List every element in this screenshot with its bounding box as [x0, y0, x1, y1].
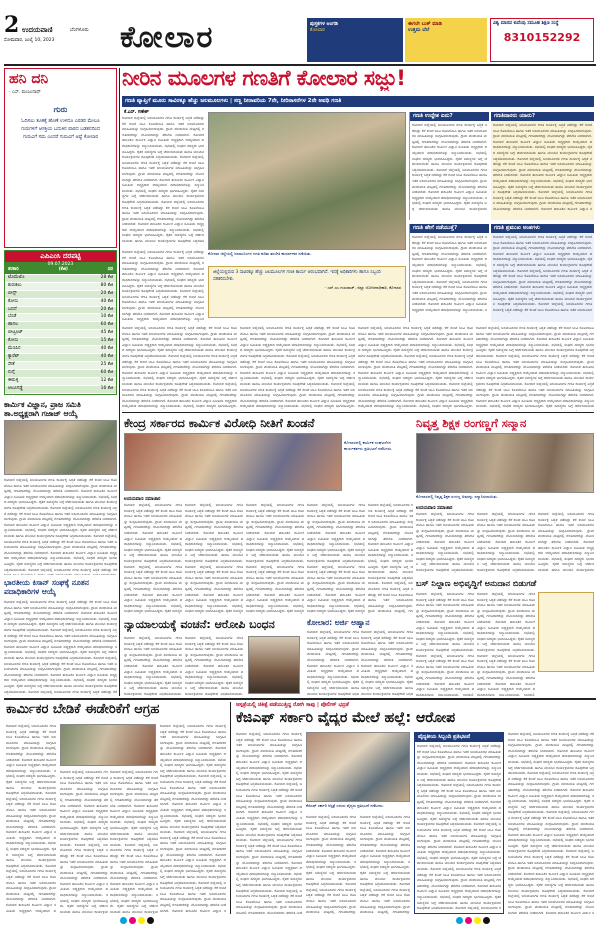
hanidani-title: ಹನಿ ದನಿ	[9, 71, 49, 87]
appeal-body-a: ಕೋಲಾರ ಜಿಲ್ಲೆಯಲ್ಲಿ ಜಲಮೂಲಗಳ ಗಣತಿ ಕಾರ್ಯಕ್ಕೆ ಸಿದ್ಧತೆ ನಡೆದಿದ್ದು ಕೆರೆ ಕುಂಟೆ ಬಾವಿ ಕೊಳವೆಬಾವಿ ಹಾಗೂ ಇತರ ಜಲಮೂಲಗಳ ಮಾಹಿತಿಯನ್ನು ಸಂಗ್ರಹಿಸಲಾಗುವುದು. ಗ್ರಾಮ ಪಂಚಾಯಿತಿ ಮಟ್ಟದಲ್ಲಿ ಗಣತಿದಾರರನ್ನು ನೇಮಿಸಲಾಗಿದ್ದು ತರಬೇತಿ ನೀಡಲಾಗಿದೆ. ಕೋಲಾರ ತಾಲೂಕಿನ ಕಾರ್ಮಿಕ ವಿಜ್ಞಾನ ಸಮಿತಿಯ ಅಧ್ಯಕ್ಷರಾಗಿ ಆಯ್ಕೆಯಾದ ಪದಾಧಿಕಾರಿಗಳನ್ನು ಸನ್ಮಾನಿಸಲಾಯಿತು. ಸಭೆಯಲ್ಲಿ ಸಂಘದ ಸದಸ್ಯರು ಭಾಗವಹಿಸಿದ್ದರು. ರೈತರ ಸಮಸ್ಯೆಗಳ ಬಗ್ಗೆ ಚರ್ಚಿಸಲಾಯಿತು ಹಾಗೂ ಮುಂದಿನ ಕಾರ್ಯಕ್ರಮಗಳ ರೂಪುರೇಷೆ ಸಿದ್ಧಪ	[307, 630, 359, 696]
left-story1-body: ಕೋಲಾರ ಜಿಲ್ಲೆಯಲ್ಲಿ ಜಲಮೂಲಗಳ ಗಣತಿ ಕಾರ್ಯಕ್ಕೆ ಸಿದ್ಧತೆ ನಡೆದಿದ್ದು ಕೆರೆ ಕುಂಟೆ ಬಾವಿ ಕೊಳವೆಬಾವಿ ಹಾಗೂ ಇತರ ಜಲಮೂಲಗಳ ಮಾಹಿತಿಯನ್ನು ಸಂಗ್ರಹಿಸಲಾಗುವುದು. ಗ್ರಾಮ ಪಂಚಾಯಿತಿ ಮಟ್ಟದಲ್ಲಿ ಗಣತಿದಾರರನ್ನು ನೇಮಿಸಲಾಗಿದ್ದು ತರಬೇತಿ ನೀಡಲಾಗಿದೆ. ಕೋಲಾರ ತಾಲೂಕಿನ ಕಾರ್ಮಿಕ ವಿಜ್ಞಾನ ಸಮಿತಿಯ ಅಧ್ಯಕ್ಷರಾಗಿ ಆಯ್ಕೆಯಾದ ಪದಾಧಿಕಾರಿಗಳನ್ನು ಸನ್ಮಾನಿಸಲಾಯಿತು. ಸಭೆಯಲ್ಲಿ ಸಂಘದ ಸದಸ್ಯರು ಭಾಗವಹಿಸಿದ್ದರು. ರೈತರ ಸಮಸ್ಯೆಗಳ ಬಗ್ಗೆ ಚರ್ಚಿಸಲಾಯಿತು ಹಾಗೂ ಮುಂದಿನ ಕಾರ್ಯಕ್ರಮಗಳ ರೂಪುರೇಷೆ ಸಿದ್ಧಪಡಿಸಲಾಯಿತು. ಕೋಲಾರ ಜಿಲ್ಲೆಯಲ್ಲಿ ಜಲಮೂಲಗಳ ಗಣತಿ ಕಾರ್ಯಕ್ಕೆ ಸಿದ್ಧತೆ ನಡೆದಿದ್ದು ಕೆರೆ ಕುಂಟೆ ಬಾವಿ ಕೊಳವೆಬಾವಿ ಹಾಗೂ ಇತರ ಜಲಮೂಲಗಳ ಮಾಹಿತಿಯನ್ನು ಸಂಗ್ರಹಿಸಲಾಗುವುದು. ಗ್ರಾಮ ಪಂಚಾಯಿತಿ ಮಟ್ಟದಲ್ಲಿ ಗಣತಿದಾರರನ್ನು ನೇಮಿಸಲಾಗಿದ್ದು ತರಬೇತಿ ನೀಡಲಾಗಿದೆ. ಕೋಲಾರ ತಾಲೂಕಿನ ಕಾರ್ಮಿಕ ವಿಜ್ಞಾನ ಸಮಿತಿಯ ಅಧ್ಯಕ್ಷರಾಗಿ ಆಯ್ಕೆಯಾದ ಪದಾಧಿಕಾರಿಗಳನ್ನು ಸನ್ಮಾನಿಸಲಾಯಿತು. ಸಭೆಯಲ್ಲಿ ಸಂಘದ ಸದಸ್ಯರು ಭಾಗವಹಿಸಿದ್ದರು. ರೈತರ ಸಮಸ್ಯೆಗಳ ಬಗ್ಗೆ ಚರ್ಚಿಸಲಾಯಿತು ಹಾಗೂ ಮುಂದಿನ ಕಾರ್ಯಕ್ರಮಗಳ ರೂಪುರೇಷೆ ಸಿದ್ಧಪಡಿಸಲಾಯಿತು. ಕೋಲಾರ ಜಿಲ್ಲೆಯಲ್ಲಿ ಜಲಮೂಲಗಳ ಗಣತಿ ಕಾರ್ಯಕ್ಕೆ ಸಿದ್ಧತೆ ನಡೆದಿದ್ದು ಕೆರೆ ಕುಂಟೆ ಬಾವಿ ಕೊಳವೆಬಾವಿ ಹಾಗೂ ಇತರ ಜಲಮೂಲಗಳ ಮಾಹಿತಿಯನ್ನು ಸಂಗ್ರಹಿಸಲಾಗುವುದು. ಗ್ರಾಮ ಪಂಚಾಯಿತಿ ಮಟ್ಟದಲ್ಲಿ ಗಣತಿದಾರರನ್ನು ನೇಮಿಸಲಾಗಿದ್ದು ತರಬೇತಿ ನೀಡಲಾಗಿದೆ. ಕೋಲಾರ ತಾಲೂಕಿನ ಕಾರ್ಮಿಕ ವಿಜ್ಞಾನ ಸಮಿತಿಯ ಅಧ್ಯಕ್ಷರಾಗಿ ಆಯ್ಕೆಯಾದ ಪದಾಧಿಕಾರಿಗಳನ್ನು ಸನ್ಮಾನಿಸಲಾಯಿತು. ಸಭೆಯಲ್ಲಿ ಸಂಘದ ಸದಸ್ಯರು ಭಾಗವಹಿಸಿದ್ದರು. ರೈತರ ಸಮಸ್ಯೆಗಳ ಬಗ್ಗೆ ಚರ್ಚಿಸಲಾಯಿತು ಹಾಗೂ ಮುಂದಿನ ಕಾರ್ಯಕ್ರಮಗಳ ರೂಪುರೇಷೆ ಸಿದ್ಧಪಡಿಸಲಾಯಿತು. ಕೋಲಾರ ಜಿಲ್ಲೆಯಲ್ಲಿ ಜಲಮೂಲಗಳ ಗಣತಿ ಕಾರ್ಯಕ್ಕೆ ಸಿದ್ಧತೆ ನಡೆದಿದ್ದು ಕೆರೆ	[4, 478, 117, 572]
bottom-right-box	[414, 732, 504, 914]
qa-box-1	[409, 112, 489, 220]
apmc-row: ಆಲೂಗಡ್ಡೆ 16 ಕೆಜಿ	[5, 386, 116, 394]
bottom-right-kicker: ಆಸ್ಪತ್ರೆಯಲ್ಲಿ ಚಿಕಿತ್ಸೆ ಪಡೆಯುತ್ತಿದ್ದ ರೋಗಿ ಸಾವು | ಪೊಲೀಸ್ ಭದ್ರತೆ	[236, 702, 349, 708]
protest-photo	[124, 433, 342, 491]
lead-photo-caption: ಕೋಲಾರ ಜಿಲ್ಲೆಯಲ್ಲಿ ಜಲಮೂಲಗಳ ಗಣತಿ ಕುರಿತು ತರಬೇತಿ ಕಾರ್ಯಾಗಾರ ನಡೆಯಿತು.	[208, 251, 312, 256]
ad1-line2: ಕೋಲಾರ	[310, 27, 325, 33]
bottom-right-photo	[306, 732, 410, 802]
qa-text-3: ಕೋಲಾರ ಜಿಲ್ಲೆಯಲ್ಲಿ ಜಲಮೂಲಗಳ ಗಣತಿ ಕಾರ್ಯಕ್ಕೆ ಸಿದ್ಧತೆ ನಡೆದಿದ್ದು ಕೆರೆ ಕುಂಟೆ ಬಾವಿ ಕೊಳವೆಬಾವಿ ಹಾಗೂ ಇತರ ಜಲಮೂಲಗಳ ಮಾಹಿತಿಯನ್ನು ಸಂಗ್ರಹಿಸಲಾಗುವುದು. ಗ್ರಾಮ ಪಂಚಾಯಿತಿ ಮಟ್ಟದಲ್ಲಿ ಗಣತಿದಾರರನ್ನು ನೇಮಿಸಲಾಗಿದ್ದು ತರಬೇತಿ ನೀಡಲಾಗಿದೆ. ಕೋಲಾರ ತಾಲೂಕಿನ ಕಾರ್ಮಿಕ ವಿಜ್ಞಾನ ಸಮಿತಿಯ ಅಧ್ಯಕ್ಷರಾಗಿ ಆಯ್ಕೆಯಾದ ಪದಾಧಿಕಾರಿಗಳನ್ನು ಸನ್ಮಾನಿಸಲಾಯಿತು. ಸಭೆಯಲ್ಲಿ ಸಂಘದ ಸದಸ್ಯರು ಭಾಗವಹಿಸಿದ್ದರು. ರೈತರ ಸಮಸ್ಯೆಗಳ ಬಗ್ಗೆ ಚರ್ಚಿಸಲಾಯಿತು ಹಾಗೂ ಮುಂದಿನ ಕಾರ್ಯಕ್ರಮಗಳ ರೂಪುರೇಷೆ ಸಿದ್ಧಪಡಿಸಲಾಯಿತು. ಕೋಲಾರ ಜಿಲ್ಲೆಯಲ್ಲಿ ಜಲಮೂಲಗಳ ಗಣತಿ ಕಾರ್ಯಕ್ಕೆ ಸಿದ್ಧತೆ ನಡೆದಿದ್ದು ಕೆರೆ ಕುಂಟೆ ಬಾವಿ ಕೊಳವೆಬಾವಿ ಹಾಗೂ ಇತರ ಜಲಮೂಲಗಳ ಮಾಹಿತಿಯನ್ನು ಸಂಗ್ರಹಿಸಲಾಗುವುದು. ಗ್ರಾಮ ಪಂಚಾಯಿತಿ ಮಟ್ಟದಲ್ಲಿ ಗಣತಿದಾರರನ್ನು ನೇಮಿಸಲಾಗಿದ್ದು ತರಬೇತಿ ನೀಡಲಾಗಿದೆ. ಕೋಲಾರ ತಾಲೂಕಿನ ಕಾರ್ಮಿಕ ವಿಜ್ಞಾನ ಸಮಿತಿಯ ಅಧ್ಯಕ್ಷರಾಗಿ ಆಯ್ಕೆಯಾದ ಪದಾಧಿಕಾರಿಗಳನ್ನು ಸನ್ಮಾನಿಸಲಾಯಿತು. ಸ	[412, 235, 487, 312]
hanidani-author: - ಎಸ್. ಮಂಜುನಾಥ್	[9, 90, 41, 95]
apmc-row: ಹಾಗಲ 60 ಕೆಜಿ	[5, 322, 116, 330]
lead-quote-box	[208, 266, 406, 318]
bottom-left-body-c: ಕೋಲಾರ ಜಿಲ್ಲೆಯಲ್ಲಿ ಜಲಮೂಲಗಳ ಗಣತಿ ಕಾರ್ಯಕ್ಕೆ ಸಿದ್ಧತೆ ನಡೆದಿದ್ದು ಕೆರೆ ಕುಂಟೆ ಬಾವಿ ಕೊಳವೆಬಾವಿ ಹಾಗೂ ಇತರ ಜಲಮೂಲಗಳ ಮಾಹಿತಿಯನ್ನು ಸಂಗ್ರಹಿಸಲಾಗುವುದು. ಗ್ರಾಮ ಪಂಚಾಯಿತಿ ಮಟ್ಟದಲ್ಲಿ ಗಣತಿದಾರರನ್ನು ನೇಮಿಸಲಾಗಿದ್ದು ತರಬೇತಿ ನೀಡಲಾಗಿದೆ. ಕೋಲಾರ ತಾಲೂಕಿನ ಕಾರ್ಮಿಕ ವಿಜ್ಞಾನ ಸಮಿತಿಯ ಅಧ್ಯಕ್ಷರಾಗಿ ಆಯ್ಕೆಯಾದ ಪದಾಧಿಕಾರಿಗಳನ್ನು ಸನ್ಮಾನಿಸಲಾಯಿತು. ಸಭೆಯಲ್ಲಿ ಸಂಘದ ಸದಸ್ಯರು ಭಾಗವಹಿಸಿದ್ದರು. ರೈತರ ಸಮಸ್ಯೆಗಳ ಬಗ್ಗೆ ಚರ್ಚಿಸಲಾಯಿತು ಹಾಗೂ ಮುಂದಿನ ಕಾರ್ಯಕ್ರಮಗಳ ರೂಪುರೇಷೆ ಸಿದ್ಧಪಡಿಸಲಾಯಿತು. ಕೋಲಾರ ಜಿಲ್ಲೆಯಲ್ಲಿ ಜಲಮೂಲಗಳ ಗಣತಿ ಕಾರ್ಯಕ್ಕೆ ಸಿದ್ಧತೆ ನಡೆದಿದ್ದು ಕೆರೆ ಕುಂಟೆ ಬಾವಿ ಕೊಳವೆಬಾವಿ ಹಾಗೂ ಇತರ ಜಲಮೂಲಗಳ ಮಾಹಿತಿಯನ್ನು ಸಂಗ್ರಹಿಸಲಾಗುವುದು. ಗ್ರಾಮ ಪಂಚಾಯಿತಿ ಮಟ್ಟದಲ್ಲಿ ಗಣತಿದಾರರನ್ನು ನೇಮಿಸಲಾಗಿದ್ದು ತರಬೇತಿ ನೀಡಲಾಗಿದೆ. ಕೋಲಾರ ತಾಲೂಕಿನ ಕಾರ್ಮಿಕ ವಿಜ್ಞಾನ ಸಮಿತಿಯ ಅಧ್ಯಕ್ಷರಾಗಿ ಆಯ್ಕೆಯಾದ ಪದಾಧಿಕಾರಿಗಳನ್ನು ಸನ್ಮಾನಿಸಲಾಯಿತು. ಸಭೆಯಲ್ಲಿ ಸಂಘದ ಸದಸ್ಯರು ಭಾಗವಹಿಸಿದ್ದರು. ರೈತರ ಸಮಸ್ಯೆಗಳ ಬಗ್ಗೆ ಚರ್ಚಿಸಲಾಯಿತು ಹಾಗೂ ಮುಂದಿನ ಕಾರ್ಯಕ್ರಮ	[110, 770, 158, 914]
qa-title-3: ಗಣತಿ ಹೇಗೆ ನಡೆಯುತ್ತೆ?	[410, 224, 489, 233]
lead-body-col2: ಕೋಲಾರ ಜಿಲ್ಲೆಯಲ್ಲಿ ಜಲಮೂಲಗಳ ಗಣತಿ ಕಾರ್ಯಕ್ಕೆ ಸಿದ್ಧತೆ ನಡೆದಿದ್ದು ಕೆರೆ ಕುಂಟೆ ಬಾವಿ ಕೊಳವೆಬಾವಿ ಹಾಗೂ ಇತರ ಜಲಮೂಲಗಳ ಮಾಹಿತಿಯನ್ನು ಸಂಗ್ರಹಿಸಲಾಗುವುದು. ಗ್ರಾಮ ಪಂಚಾಯಿತಿ ಮಟ್ಟದಲ್ಲಿ ಗಣತಿದಾರರನ್ನು ನೇಮಿಸಲಾಗಿದ್ದು ತರಬೇತಿ ನೀಡಲಾಗಿದೆ. ಕೋಲಾರ ತಾಲೂಕಿನ ಕಾರ್ಮಿಕ ವಿಜ್ಞಾನ ಸಮಿತಿಯ ಅಧ್ಯಕ್ಷರಾಗಿ ಆಯ್ಕೆಯಾದ ಪದಾಧಿಕಾರಿಗಳನ್ನು ಸನ್ಮಾನಿಸಲಾಯಿತು. ಸಭೆಯಲ್ಲಿ ಸಂಘದ ಸದಸ್ಯರು ಭಾಗವಹಿಸಿದ್ದರು. ರೈತರ ಸಮಸ್ಯೆಗಳ ಬಗ್ಗೆ ಚರ್ಚಿಸಲಾಯಿತು ಹಾಗೂ ಮುಂದಿನ ಕಾರ್ಯಕ್ರಮಗಳ ರೂಪುರೇಷೆ ಸಿದ್ಧಪಡಿಸಲಾಯಿತು. ಕೋಲಾರ ಜಿಲ್ಲೆಯಲ್ಲಿ ಜಲಮೂಲಗಳ ಗಣತಿ ಕಾರ್ಯಕ್ಕೆ ಸಿದ್ಧತೆ ನಡೆದಿದ್ದು ಕೆರೆ ಕುಂಟೆ ಬಾವಿ ಕೊಳವೆಬಾವಿ ಹಾಗೂ ಇತರ ಜಲಮೂಲಗಳ ಮಾಹಿತಿಯನ್ನು ಸಂಗ್ರಹಿಸಲಾಗುವುದು. ಗ್ರಾಮ ಪಂಚಾಯಿತಿ ಮಟ್ಟದಲ್ಲಿ ಗಣತಿದಾರರನ್ನು ನೇಮಿಸಲಾಗಿದ್ದು ತರಬೇತಿ ನೀಡಲಾಗಿದೆ. ಕೋಲಾರ ತಾಲೂಕಿನ ಕಾರ್ಮಿಕ ವಿಜ್ಞಾನ ಸಮಿತಿಯ ಅಧ್ಯಕ್ಷರಾಗಿ ಆಯ್ಕೆಯಾದ ಪದಾಧಿಕಾರಿಗಳನ್ನು ಸನ್ಮಾನಿಸ	[122, 250, 204, 322]
qa-box-4	[491, 224, 594, 322]
teacher-photo	[416, 433, 594, 493]
bus-headline: ಬಸ್ ನಿಲ್ದಾಣ ಅಭಿವೃದ್ಧಿಗೆ ಅನುದಾನ ಬಿಡುಗಡೆ	[416, 578, 537, 588]
bottom-left-body-b: ಕೋಲಾರ ಜಿಲ್ಲೆಯಲ್ಲಿ ಜಲಮೂಲಗಳ ಗಣತಿ ಕಾರ್ಯಕ್ಕೆ ಸಿದ್ಧತೆ ನಡೆದಿದ್ದು ಕೆರೆ ಕುಂಟೆ ಬಾವಿ ಕೊಳವೆಬಾವಿ ಹಾಗೂ ಇತರ ಜಲಮೂಲಗಳ ಮಾಹಿತಿಯನ್ನು ಸಂಗ್ರಹಿಸಲಾಗುವುದು. ಗ್ರಾಮ ಪಂಚಾಯಿತಿ ಮಟ್ಟದಲ್ಲಿ ಗಣತಿದಾರರನ್ನು ನೇಮಿಸಲಾಗಿದ್ದು ತರಬೇತಿ ನೀಡಲಾಗಿದೆ. ಕೋಲಾರ ತಾಲೂಕಿನ ಕಾರ್ಮಿಕ ವಿಜ್ಞಾನ ಸಮಿತಿಯ ಅಧ್ಯಕ್ಷರಾಗಿ ಆಯ್ಕೆಯಾದ ಪದಾಧಿಕಾರಿಗಳನ್ನು ಸನ್ಮಾನಿಸಲಾಯಿತು. ಸಭೆಯಲ್ಲಿ ಸಂಘದ ಸದಸ್ಯರು ಭಾಗವಹಿಸಿದ್ದರು. ರೈತರ ಸಮಸ್ಯೆಗಳ ಬಗ್ಗೆ ಚರ್ಚಿಸಲಾಯಿತು ಹಾಗೂ ಮುಂದಿನ ಕಾರ್ಯಕ್ರಮಗಳ ರೂಪುರೇಷೆ ಸಿದ್ಧಪಡಿಸಲಾಯಿತು. ಕೋಲಾರ ಜಿಲ್ಲೆಯಲ್ಲಿ ಜಲಮೂಲಗಳ ಗಣತಿ ಕಾರ್ಯಕ್ಕೆ ಸಿದ್ಧತೆ ನಡೆದಿದ್ದು ಕೆರೆ ಕುಂಟೆ ಬಾವಿ ಕೊಳವೆಬಾವಿ ಹಾಗೂ ಇತರ ಜಲಮೂಲಗಳ ಮಾಹಿತಿಯನ್ನು ಸಂಗ್ರಹಿಸಲಾಗುವುದು. ಗ್ರಾಮ ಪಂಚಾಯಿತಿ ಮಟ್ಟದಲ್ಲಿ ಗಣತಿದಾರರನ್ನು ನೇಮಿಸಲಾಗಿದ್ದು ತರಬೇತಿ ನೀಡಲಾಗಿದೆ. ಕೋಲಾರ ತಾಲೂಕಿನ ಕಾರ್ಮಿಕ ವಿಜ್ಞಾನ ಸಮಿತಿಯ ಅಧ್ಯಕ್ಷರಾಗಿ ಆಯ್ಕೆಯಾದ ಪದಾಧಿಕಾರಿಗಳನ್ನು ಸನ್ಮಾನಿಸಲಾಯಿತು. ಸಭೆಯಲ್ಲಿ ಸಂಘದ ಸದಸ್ಯರು ಭಾಗವಹಿಸಿದ್ದರು. ರೈತರ ಸಮಸ್ಯೆಗಳ ಬಗ್ಗೆ ಚರ್ಚಿಸಲಾಯಿತು ಹಾಗೂ ಮುಂದಿನ ಕಾರ್ಯಕ್ರಮ	[60, 770, 108, 914]
lead-subhead: ಗಣತಿ ವ್ಯಾಪ್ತಿಗೆ ಮೂರು ಸಾವಿರಕ್ಕೂ ಹೆಚ್ಚು ಜಲಮೂಲಗಳು | ಸಣ್ಣ ನೀರಾವರಿಯ 7ನೇ, ನೀರಿನಾಸರೆಗಳ 2ನೇ ಅವಧಿ ಗಣತಿ	[122, 96, 594, 107]
apmc-row: ನುಗ್ಗೆ 60 ಕೆಜಿ	[5, 370, 116, 378]
lead-body-col3: ಕೋಲಾರ ಜಿಲ್ಲೆಯಲ್ಲಿ ಜಲಮೂಲಗಳ ಗಣತಿ ಕಾರ್ಯಕ್ಕೆ ಸಿದ್ಧತೆ ನಡೆದಿದ್ದು ಕೆರೆ ಕುಂಟೆ ಬಾವಿ ಕೊಳವೆಬಾವಿ ಹಾಗೂ ಇತರ ಜಲಮೂಲಗಳ ಮಾಹಿತಿಯನ್ನು ಸಂಗ್ರಹಿಸಲಾಗುವುದು. ಗ್ರಾಮ ಪಂಚಾಯಿತಿ ಮಟ್ಟದಲ್ಲಿ ಗಣತಿದಾರರನ್ನು ನೇಮಿಸಲಾಗಿದ್ದು ತರಬೇತಿ ನೀಡಲಾಗಿದೆ. ಕೋಲಾರ ತಾಲೂಕಿನ ಕಾರ್ಮಿಕ ವಿಜ್ಞಾನ ಸಮಿತಿಯ ಅಧ್ಯಕ್ಷರಾಗಿ ಆಯ್ಕೆಯಾದ ಪದಾಧಿಕಾರಿಗಳನ್ನು ಸನ್ಮಾನಿಸಲಾಯಿತು. ಸಭೆಯಲ್ಲಿ ಸಂಘದ ಸದಸ್ಯರು ಭಾಗವಹಿಸಿದ್ದರು. ರೈತರ ಸಮಸ್ಯೆಗಳ ಬಗ್ಗೆ ಚರ್ಚಿಸಲಾಯಿತು ಹಾಗೂ ಮುಂದಿನ ಕಾರ್ಯಕ್ರಮಗಳ ರೂಪುರೇಷೆ ಸಿದ್ಧಪಡಿಸಲಾಯಿತು. ಕೋಲಾರ ಜಿಲ್ಲೆಯಲ್ಲಿ ಜಲಮೂಲಗಳ ಗಣತಿ ಕಾರ್ಯಕ್ಕೆ ಸಿದ್ಧತೆ ನಡೆದಿದ್ದು ಕೆರೆ ಕುಂಟೆ ಬಾವಿ ಕೊಳವೆಬಾವಿ ಹಾಗೂ ಇತರ ಜಲಮೂಲಗಳ ಮಾಹಿತಿಯನ್ನು ಸಂಗ್ರಹಿಸಲಾಗುವುದು. ಗ್ರಾಮ ಪಂಚಾಯಿತಿ ಮಟ್ಟದಲ್ಲಿ ಗಣತಿದಾರರನ್ನು ನೇಮಿಸಲಾಗಿದ್ದು ತರಬೇತಿ ನೀಡಲಾಗಿದೆ. ಕೋಲಾರ ತಾಲೂಕಿನ ಕಾರ್ಮಿಕ ವಿಜ್ಞಾನ ಸಮಿತಿಯ ಅಧ್ಯಕ್ಷರಾಗಿ ಆಯ್ಕೆಯಾದ ಪದಾಧಿಕಾರಿಗಳನ್ನು ಸನ್ಮಾನಿಸಲಾಯಿತು. ಸಭೆಯಲ್ಲಿ ಸಂಘದ ಸದಸ್ಯರು ಭಾಗವಹಿಸಿದ್ದರು. ರೈತರ ಸಮಸ್ಯೆಗಳ ಬಗ್ಗೆ ಚರ್ಚಿಸಲಾಯಿತು ಹಾಗೂ ಮುಂದಿನ ಕಾರ್ಯಕ್ರಮಗಳ ರೂಪುರೇಷೆ ಸಿದ್ಧಪಡಿಸಲಾಯಿತು. ಕೋಲಾರ ಜಿಲ್ಲೆಯಲ್ಲಿ ಜಲಮೂಲಗಳ ಗಣತಿ ಕಾರ್ಯಕ್ಕೆ ಸಿದ್ಧತೆ ನಡೆದಿದ್ದು ಕೆರೆ ಕುಂಟೆ ಬಾವಿ ಕೊಳವೆಬಾವಿ ಹಾಗೂ ಇತರ ಜಲಮೂಲಗಳ ಮಾಹಿತಿಯನ್ನು ಸಂಗ್ರಹಿಸಲಾಗುವುದು. ಗ್ರಾಮ ಪಂಚಾಯಿತಿ ಮಟ್ಟದಲ್ಲಿ ಗಣತಿದಾರರನ್ನು ನೇಮಿಸಲಾಗಿದ್ದು ತರಬೇತಿ ನೀಡಲಾಗಿದೆ. ಕೋಲಾರ ತಾಲೂಕಿನ ಕಾರ್ಮಿಕ ವಿಜ್ಞಾನ ಸಮಿತಿಯ ಅಧ್ಯಕ್ಷರಾಗಿ ಆಯ್ಕೆಯಾದ ಪದಾಧಿಕಾರಿಗಳನ್ನು ಸನ್ಮಾನಿಸಲಾಯಿತು. ಸಭೆಯಲ್ಲಿ ಸಂಘದ ಸದಸ್ಯರು ಭಾಗವಹಿಸಿದ್ದರು.	[122, 326, 237, 409]
apmc-row: ಸೌತೆ 25 ಕೆಜಿ	[5, 362, 116, 370]
teacher-caption: ಕೋಲಾರದಲ್ಲಿ ನಿವೃತ್ತ ಶಿಕ್ಷಕ ರಂಗಣ್ಣ ಅವರನ್ನು ಸನ್ಮಾನಿಸಲಾಯಿತು.	[416, 494, 499, 499]
apmc-title: ಎಪಿಎಂಸಿ ದರಪಟ್ಟಿ	[5, 251, 116, 262]
lead-quote-by: - ಎಸ್.ಎಂ.ಗುರುರಾಜ್, ಜಿಲ್ಲಾ ಯೋಜನಾಧಿಕಾರಿ, ಕೋಲಾರ	[324, 285, 401, 290]
ad2-line2: ಉತ್ತಮ ಬೆಲೆ	[408, 27, 430, 33]
lead-body-col1: ಕೋಲಾರ ಜಿಲ್ಲೆಯಲ್ಲಿ ಜಲಮೂಲಗಳ ಗಣತಿ ಕಾರ್ಯಕ್ಕೆ ಸಿದ್ಧತೆ ನಡೆದಿದ್ದು ಕೆರೆ ಕುಂಟೆ ಬಾವಿ ಕೊಳವೆಬಾವಿ ಹಾಗೂ ಇತರ ಜಲಮೂಲಗಳ ಮಾಹಿತಿಯನ್ನು ಸಂಗ್ರಹಿಸಲಾಗುವುದು. ಗ್ರಾಮ ಪಂಚಾಯಿತಿ ಮಟ್ಟದಲ್ಲಿ ಗಣತಿದಾರರನ್ನು ನೇಮಿಸಲಾಗಿದ್ದು ತರಬೇತಿ ನೀಡಲಾಗಿದೆ. ಕೋಲಾರ ತಾಲೂಕಿನ ಕಾರ್ಮಿಕ ವಿಜ್ಞಾನ ಸಮಿತಿಯ ಅಧ್ಯಕ್ಷರಾಗಿ ಆಯ್ಕೆಯಾದ ಪದಾಧಿಕಾರಿಗಳನ್ನು ಸನ್ಮಾನಿಸಲಾಯಿತು. ಸಭೆಯಲ್ಲಿ ಸಂಘದ ಸದಸ್ಯರು ಭಾಗವಹಿಸಿದ್ದರು. ರೈತರ ಸಮಸ್ಯೆಗಳ ಬಗ್ಗೆ ಚರ್ಚಿಸಲಾಯಿತು ಹಾಗೂ ಮುಂದಿನ ಕಾರ್ಯಕ್ರಮಗಳ ರೂಪುರೇಷೆ ಸಿದ್ಧಪಡಿಸಲಾಯಿತು. ಕೋಲಾರ ಜಿಲ್ಲೆಯಲ್ಲಿ ಜಲಮೂಲಗಳ ಗಣತಿ ಕಾರ್ಯಕ್ಕೆ ಸಿದ್ಧತೆ ನಡೆದಿದ್ದು ಕೆರೆ ಕುಂಟೆ ಬಾವಿ ಕೊಳವೆಬಾವಿ ಹಾಗೂ ಇತರ ಜಲಮೂಲಗಳ ಮಾಹಿತಿಯನ್ನು ಸಂಗ್ರಹಿಸಲಾಗುವುದು. ಗ್ರಾಮ ಪಂಚಾಯಿತಿ ಮಟ್ಟದಲ್ಲಿ ಗಣತಿದಾರರನ್ನು ನೇಮಿಸಲಾಗಿದ್ದು ತರಬೇತಿ ನೀಡಲಾಗಿದೆ. ಕೋಲಾರ ತಾಲೂಕಿನ ಕಾರ್ಮಿಕ ವಿಜ್ಞಾನ ಸಮಿತಿಯ ಅಧ್ಯಕ್ಷರಾಗಿ ಆಯ್ಕೆಯಾದ ಪದಾಧಿಕಾರಿಗಳನ್ನು ಸನ್ಮಾನಿಸಲಾಯಿತು. ಸಭೆಯಲ್ಲಿ ಸಂಘದ ಸದಸ್ಯರು ಭಾಗವಹಿಸಿದ್ದರು. ರೈತರ ಸಮಸ್ಯೆಗಳ ಬಗ್ಗೆ ಚರ್ಚಿಸಲಾಯಿತು ಹಾಗೂ ಮುಂದಿನ ಕಾರ್ಯಕ್ರಮಗಳ ರೂಪುರೇಷೆ ಸಿದ್ಧಪಡಿಸಲಾಯಿತು. ಕೋಲಾರ ಜಿಲ್ಲೆಯಲ್ಲಿ ಜಲಮೂಲಗಳ ಗಣತಿ ಕಾರ್ಯಕ್ಕೆ ಸಿದ್ಧತೆ ನಡೆದಿದ್ದು ಕೆರೆ ಕುಂಟೆ ಬಾವಿ ಕೊಳವೆಬಾವಿ ಹಾಗೂ ಇತರ ಜಲಮೂಲಗಳ ಮಾಹಿತಿಯನ್ನು ಸಂಗ್ರಹಿಸಲಾಗುವುದು. ಗ್ರಾಮ ಪಂಚಾಯಿತಿ ಮಟ್ಟದಲ್ಲಿ ಗಣತಿದಾರರನ್ನು ನೇಮಿಸಲಾಗಿದ್ದು ತರಬೇತಿ ನೀಡಲಾಗಿದೆ. ಕೋಲಾರ ತಾಲೂಕಿನ ಕಾರ್ಮಿಕ ವಿಜ್ಞಾನ ಸಮಿತಿಯ ಅಧ್ಯಕ್ಷರಾಗಿ ಆಯ್ಕೆಯಾದ ಪದಾಧಿಕಾರಿಗಳನ್ನು ಸನ್ಮಾನಿಸಲಾಯಿತು. ಸಭೆಯಲ್ಲಿ ಸಂಘದ ಸದಸ್ಯರು ಭಾಗವಹಿಸಿದ್ದರು. ರೈತರ ಸಮಸ್ಯೆಗಳ ಬಗ್ಗೆ ಚರ್ಚಿಸಲಾಯಿತು ಹಾಗೂ ಮುಂದಿನ ಕಾರ್ಯಕ್ರಮಗಳ ರೂಪುರೇಷೆ ಸಿದ್ಧಪಡಿಸ	[122, 116, 204, 244]
left-story1-headline: ಕಾರ್ಮಿಕ ವಿಜ್ಞಾನ, ಪ್ರಾಜ ಸಮಿತಿ ತಾ.ಅಧ್ಯಕ್ಷರಾಗಿ ಗಜಾಜ್ ಆಯ್ಕೆ	[4, 400, 81, 418]
print-marks-left	[120, 917, 154, 924]
apmc-row: ಬೆಂಡೆ 10 ಕೆಜಿ	[5, 314, 116, 322]
qa-text-4: ಕೋಲಾರ ಜಿಲ್ಲೆಯಲ್ಲಿ ಜಲಮೂಲಗಳ ಗಣತಿ ಕಾರ್ಯಕ್ಕೆ ಸಿದ್ಧತೆ ನಡೆದಿದ್ದು ಕೆರೆ ಕುಂಟೆ ಬಾವಿ ಕೊಳವೆಬಾವಿ ಹಾಗೂ ಇತರ ಜಲಮೂಲಗಳ ಮಾಹಿತಿಯನ್ನು ಸಂಗ್ರಹಿಸಲಾಗುವುದು. ಗ್ರಾಮ ಪಂಚಾಯಿತಿ ಮಟ್ಟದಲ್ಲಿ ಗಣತಿದಾರರನ್ನು ನೇಮಿಸಲಾಗಿದ್ದು ತರಬೇತಿ ನೀಡಲಾಗಿದೆ. ಕೋಲಾರ ತಾಲೂಕಿನ ಕಾರ್ಮಿಕ ವಿಜ್ಞಾನ ಸಮಿತಿಯ ಅಧ್ಯಕ್ಷರಾಗಿ ಆಯ್ಕೆಯಾದ ಪದಾಧಿಕಾರಿಗಳನ್ನು ಸನ್ಮಾನಿಸಲಾಯಿತು. ಸಭೆಯಲ್ಲಿ ಸಂಘದ ಸದಸ್ಯರು ಭಾಗವಹಿಸಿದ್ದರು. ರೈತರ ಸಮಸ್ಯೆಗಳ ಬಗ್ಗೆ ಚರ್ಚಿಸಲಾಯಿತು ಹಾಗೂ ಮುಂದಿನ ಕಾರ್ಯಕ್ರಮಗಳ ರೂಪುರೇಷೆ ಸಿದ್ಧಪಡಿಸಲಾಯಿತು. ಕೋಲಾರ ಜಿಲ್ಲೆಯಲ್ಲಿ ಜಲಮೂಲಗಳ ಗಣತಿ ಕಾರ್ಯಕ್ಕೆ ಸಿದ್ಧತೆ ನಡೆದಿದ್ದು ಕೆರೆ ಕುಂಟೆ ಬಾವಿ ಕೊಳವೆಬಾವಿ ಹಾಗೂ ಇತರ ಜಲಮೂಲಗಳ ಮಾಹಿತಿಯನ್ನು ಸಂಗ್ರಹಿಸಲಾಗುವುದು. ಗ್ರಾಮ ಪಂಚಾಯಿತಿ ಮಟ್ಟದಲ್ಲಿ ಗಣತಿದಾರರನ್ನು ನೇಮಿಸಲಾಗಿದ್ದು ತರಬೇತಿ ನೀಡಲಾಗಿದೆ. ಕೋಲಾರ ತಾಲೂಕಿನ ಕಾರ್ಮಿಕ ವಿಜ್ಞಾನ ಸಮಿತಿಯ ಅಧ್ಯಕ್ಷರಾಗಿ ಆಯ್ಕೆಯಾದ ಪದಾಧಿಕಾರಿಗಳನ್ನು ಸನ್ಮಾನಿಸಲಾಯಿತು. ಸಭೆಯಲ್ಲಿ ಸಂಘದ ಸದಸ್ಯರು ಭಾಗವಹಿಸಿದ್ದರು. ರೈತರ ಸಮಸ್ಯೆಗಳ ಬಗ್ಗೆ ಚರ್ಚಿಸಲಾಯಿತು ಹಾಗೂ ಮುಂದಿನ ಕಾರ್ಯಕ್ರಮಗಳ ರೂಪುರೇಷೆ ಸಿದ್ಧಪಡಿಸಲಾಯಿತು. ಕೋಲಾರ ಜಿಲ್ಲೆಯಲ್ಲಿ ಜಲಮೂಲಗಳ ಗಣತಿ ಕಾರ್ಯಕ್ಕೆ ಸಿದ್ಧತೆ ನಡೆದಿದ್ದು ಕೆರೆ ಕುಂಟೆ ಬಾವಿ ಕೊಳವೆಬಾವಿ ಹಾಗೂ ಇತರ ಜಲಮೂಲಗ	[493, 235, 592, 312]
guru-poem: ಓದಿಸಲು ತೂಕಕ್ಕೆ ಹೊಣೆ ಉಳಿದೂ ಎರಡರ ಮೇಲೂ ಗುರುಗಳಿಗೆ ಆಸಕ್ತಿಯ ಬದುಕಿನ ಪಾಠದ ಬಡತನದಿಂದ ಗುರುವಿಗೆ ಸಮ ಎಂದರೆ ಗುರುವಿಗೆ ಅಷ್ಟೆ ಕೋಲಾರ	[21, 119, 100, 140]
bottom-right-body-d: ಕೋಲಾರ ಜಿಲ್ಲೆಯಲ್ಲಿ ಜಲಮೂಲಗಳ ಗಣತಿ ಕಾರ್ಯಕ್ಕೆ ಸಿದ್ಧತೆ ನಡೆದಿದ್ದು ಕೆರೆ ಕುಂಟೆ ಬಾವಿ ಕೊಳವೆಬಾವಿ ಹಾಗೂ ಇತರ ಜಲಮೂಲಗಳ ಮಾಹಿತಿಯನ್ನು ಸಂಗ್ರಹಿಸಲಾಗುವುದು. ಗ್ರಾಮ ಪಂಚಾಯಿತಿ ಮಟ್ಟದಲ್ಲಿ ಗಣತಿದಾರರನ್ನು ನೇಮಿಸಲಾಗಿದ್ದು ತರಬೇತಿ ನೀಡಲಾಗಿದೆ. ಕೋಲಾರ ತಾಲೂಕಿನ ಕಾರ್ಮಿಕ ವಿಜ್ಞಾನ ಸಮಿತಿಯ ಅಧ್ಯಕ್ಷರಾಗಿ ಆಯ್ಕೆಯಾದ ಪದಾಧಿಕಾರಿಗಳನ್ನು ಸನ್ಮಾನಿಸಲಾಯಿತು. ಸಭೆಯಲ್ಲಿ ಸಂಘದ ಸದಸ್ಯರು ಭಾಗವಹಿಸಿದ್ದರು. ರೈತರ ಸಮಸ್ಯೆಗಳ ಬಗ್ಗೆ ಚರ್ಚಿಸಲಾಯಿತು ಹಾಗೂ ಮುಂದಿನ ಕಾರ್ಯಕ್ರಮಗಳ ರೂಪುರೇಷೆ ಸಿದ್ಧಪಡಿಸಲಾಯಿತು. ಕೋಲಾರ ಜಿಲ್ಲೆಯಲ್ಲಿ ಜಲಮೂಲಗಳ ಗಣತಿ ಕಾರ್ಯಕ್ಕೆ ಸಿದ್ಧತೆ ನಡೆದಿದ್ದು ಕೆರೆ ಕುಂಟೆ ಬಾವಿ ಕೊಳವೆಬಾವಿ ಹಾಗೂ ಇತರ ಜಲಮೂಲಗಳ ಮಾಹಿತಿಯನ್ನು ಸಂಗ್ರಹಿಸಲಾಗುವುದು. ಗ್ರಾಮ ಪಂಚಾಯಿತಿ ಮಟ್ಟದಲ್ಲಿ ಗಣತಿದಾರರನ್ನು ನೇಮಿಸಲಾಗಿದ್ದು ತರಬೇತಿ ನೀಡಲಾಗಿದೆ. ಕೋಲಾರ ತಾಲೂಕಿನ ಕಾರ್ಮಿಕ ವಿಜ್ಞಾನ ಸಮಿತಿಯ ಅಧ್ಯಕ್ಷರಾಗಿ ಆಯ್ಕೆಯಾದ ಪದಾಧಿಕಾರಿಗಳನ್ನು ಸನ್ಮಾನಿಸಲಾಯಿತು. ಸಭೆಯಲ್ಲಿ ಸಂಘದ ಸದಸ್ಯರು ಭಾಗವಹಿಸಿದ್ದರು. ರೈತರ ಸಮಸ್ಯೆಗಳ ಬಗ್ಗೆ ಚರ್ಚಿಸಲಾಯಿತು ಹಾಗೂ ಮುಂದಿನ ಕಾರ್ಯಕ್ರಮಗಳ ರೂಪುರೇಷೆ ಸಿದ್ಧಪಡಿಸಲಾಯಿತು. ಕೋಲಾರ ಜಿಲ್ಲೆಯಲ್ಲಿ ಜಲಮೂಲಗಳ ಗಣತಿ ಕಾರ್ಯಕ್ಕೆ ಸಿದ್ಧತೆ ನಡೆದಿದ್ದು ಕೆರೆ ಕುಂಟೆ ಬಾವಿ ಕೊಳವೆಬಾವಿ ಹಾಗೂ ಇತರ ಜಲಮೂಲಗಳ ಮಾಹಿತಿಯನ್ನು ಸಂಗ್ರಹಿಸಲಾಗುವುದು. ಗ್ರಾಮ ಪಂಚಾಯಿತಿ ಮಟ್ಟದಲ್ಲಿ ಗಣತಿದಾರರನ್ನು ನೇಮಿಸಲಾಗಿದ್ದು ತರಬೇತಿ ನೀಡಲಾಗಿದೆ. ಕೋಲಾರ ತಾಲೂಕಿನ ಕಾರ್ಮಿಕ ವಿಜ್ಞಾನ ಸಮಿತಿಯ ಅಧ್ಯಕ್ಷರಾಗಿ ಆಯ್ಕೆಯಾದ ಪದಾಧಿಕಾರಿಗಳನ್ನು ಸನ್ಮಾನಿಸಲಾಯಿತು. ಸಭೆಯಲ್ಲಿ ಸಂಘದ ಸದಸ್ಯರು ಭಾಗವಹಿಸಿದ್ದರು. ರೈತರ ಸಮಸ್ಯೆಗಳ ಬಗ್ಗೆ ಚರ್ಚಿಸಲಾಯಿತು ಹಾಗೂ ಮುಂದಿನ ಕಾರ್ಯಕ್ರಮಗಳ ರೂಪುರೇಷೆ ಸಿದ್ಧಪಡಿಸಲಾಯಿತು. ಕೋಲಾರ ಜಿಲ್ಲೆಯಲ್ಲಿ ಜಲಮೂಲಗಳ ಗಣತಿ ಕಾರ್ಯಕ್ಕೆ ಸಿದ್ಧತೆ ನಡೆದಿದ್ದು ಕೆರೆ ಕುಂಟೆ ಬಾವಿ ಕೊಳವೆಬಾವಿ ಹಾಗೂ ಇತರ ಜಲಮೂಲಗಳ ಮಾಹಿತಿಯನ್ನು ಸಂಗ್ರಹಿಸಲಾಗುವುದು. ಗ್ರಾಮ ಪಂಚಾಯಿತಿ ಮಟ್ಟದಲ್ಲಿ ಗಣತಿದಾರರನ್ನು ನೇಮಿಸಲಾಗಿದ್ದು ತರಬೇತಿ ನೀಡಲಾಗಿದೆ. ಕೋಲಾರ ತಾಲೂಕಿನ ಕಾರ್ಮಿಕ ವಿಜ್ಞಾನ ಸಮಿತಿಯ ಅಧ್ಯಕ್ಷರಾಗಿ ಆಯ್ಕೆಯಾದ ಪದಾಧಿಕಾರಿಗಳನ್ನು ಸನ್ಮಾನಿಸಲಾಯಿತು. ಸಭೆಯಲ್ಲಿ ಸಂಘದ ಸದಸ್ಯರು ಭಾಗವಹಿಸಿದ್ದರು. ರೈತರ ಸಮಸ್ಯೆಗಳ ಬಗ್ಗೆ ಚರ್ಚಿಸಲಾಯಿತು ಹಾಗೂ ಮುಂದಿನ ಕಾರ್ಯಕ್ರಮಗಳ ರೂಪುರೇಷೆ ಸಿದ್ಧಪಡಿಸಲಾಯಿತು. ಕೋಲಾರ ಜಿಲ್ಲೆಯಲ್ಲಿ ಜಲಮೂಲಗಳ ಗಣತಿ ಕಾರ್ಯಕ್ಕೆ ಸಿದ್ಧತೆ ನಡೆದಿದ್ದು ಕೆರೆ ಕುಂಟೆ ಬಾವಿ ಕೊಳವೆಬಾವಿ ಹಾಗೂ ಇತರ ಜಲಮೂಲಗಳ ಮಾಹಿತಿಯನ್ನು ಸಂಗ್ರಹಿಸಲಾಗುವುದು. ಗ್ರಾಮ ಪಂಚಾಯಿತಿ ಮಟ್ಟದಲ್ಲಿ ಗಣತಿದಾರರನ್ನು ನೇಮಿಸಲಾಗಿದ್ದು ತರಬೇತಿ ನೀಡಲಾಗಿದೆ. ಕೋಲಾರ ತಾಲೂಕಿನ ಕಾರ್ಮಿಕ ವಿಜ್ಞಾನ ಸ	[508, 732, 594, 914]
qa-text-2: ಕೋಲಾರ ಜಿಲ್ಲೆಯಲ್ಲಿ ಜಲಮೂಲಗಳ ಗಣತಿ ಕಾರ್ಯಕ್ಕೆ ಸಿದ್ಧತೆ ನಡೆದಿದ್ದು ಕೆರೆ ಕುಂಟೆ ಬಾವಿ ಕೊಳವೆಬಾವಿ ಹಾಗೂ ಇತರ ಜಲಮೂಲಗಳ ಮಾಹಿತಿಯನ್ನು ಸಂಗ್ರಹಿಸಲಾಗುವುದು. ಗ್ರಾಮ ಪಂಚಾಯಿತಿ ಮಟ್ಟದಲ್ಲಿ ಗಣತಿದಾರರನ್ನು ನೇಮಿಸಲಾಗಿದ್ದು ತರಬೇತಿ ನೀಡಲಾಗಿದೆ. ಕೋಲಾರ ತಾಲೂಕಿನ ಕಾರ್ಮಿಕ ವಿಜ್ಞಾನ ಸಮಿತಿಯ ಅಧ್ಯಕ್ಷರಾಗಿ ಆಯ್ಕೆಯಾದ ಪದಾಧಿಕಾರಿಗಳನ್ನು ಸನ್ಮಾನಿಸಲಾಯಿತು. ಸಭೆಯಲ್ಲಿ ಸಂಘದ ಸದಸ್ಯರು ಭಾಗವಹಿಸಿದ್ದರು. ರೈತರ ಸಮಸ್ಯೆಗಳ ಬಗ್ಗೆ ಚರ್ಚಿಸಲಾಯಿತು ಹಾಗೂ ಮುಂದಿನ ಕಾರ್ಯಕ್ರಮಗಳ ರೂಪುರೇಷೆ ಸಿದ್ಧಪಡಿಸಲಾಯಿತು. ಕೋಲಾರ ಜಿಲ್ಲೆಯಲ್ಲಿ ಜಲಮೂಲಗಳ ಗಣತಿ ಕಾರ್ಯಕ್ಕೆ ಸಿದ್ಧತೆ ನಡೆದಿದ್ದು ಕೆರೆ ಕುಂಟೆ ಬಾವಿ ಕೊಳವೆಬಾವಿ ಹಾಗೂ ಇತರ ಜಲಮೂಲಗಳ ಮಾಹಿತಿಯನ್ನು ಸಂಗ್ರಹಿಸಲಾಗುವುದು. ಗ್ರಾಮ ಪಂಚಾಯಿತಿ ಮಟ್ಟದಲ್ಲಿ ಗಣತಿದಾರರನ್ನು ನೇಮಿಸಲಾಗಿದ್ದು ತರಬೇತಿ ನೀಡಲಾಗಿದೆ. ಕೋಲಾರ ತಾಲೂಕಿನ ಕಾರ್ಮಿಕ ವಿಜ್ಞಾನ ಸಮಿತಿಯ ಅಧ್ಯಕ್ಷರಾಗಿ ಆಯ್ಕೆಯಾದ ಪದಾಧಿಕಾರಿಗಳನ್ನು ಸನ್ಮಾನಿಸಲಾಯಿತು. ಸಭೆಯಲ್ಲಿ ಸಂಘದ ಸದಸ್ಯರು ಭಾಗವಹಿಸಿದ್ದರು. ರೈತರ ಸಮಸ್ಯೆಗಳ ಬಗ್ಗೆ ಚರ್ಚಿಸಲಾಯಿತು ಹಾಗೂ ಮುಂದಿನ ಕಾರ್ಯಕ್ರಮಗಳ ರೂಪುರೇಷೆ ಸಿದ್ಧಪಡಿಸಲಾಯಿತು. ಕೋಲಾರ ಜಿಲ್ಲೆಯಲ್ಲಿ ಜಲಮೂಲಗಳ ಗಣತಿ ಕಾರ್ಯಕ್ಕೆ ಸಿದ್ಧತೆ ನಡೆದಿದ್ದು ಕೆರೆ ಕುಂಟೆ ಬಾವಿ ಕೊಳವೆಬಾವಿ ಹಾಗೂ ಇತರ ಜಲಮೂಲಗಳ ಮಾಹಿತಿಯನ್ನು ಸಂಗ್ರಹಿಸಲಾಗುವುದು. ಗ್ರಾಮ ಪಂಚಾಯಿತಿ ಮಟ್ಟದಲ್ಲಿ ಗಣತಿದಾರರನ್ನು ನೇಮಿಸಲಾಗಿದ್ದು ತರಬೇತಿ ನೀಡಲಾಗಿದೆ. ಕೋಲಾರ ತಾಲೂಕಿನ ಕಾರ್ಮಿಕ ವಿಜ್ಞಾನ ಸ	[493, 123, 592, 211]
date-line: ಸೋಮವಾರ, ಜುಲೈ 10, 2023	[4, 38, 55, 43]
qa-title-2: ಗಣತಿದಾರರು ಯಾರು?	[491, 112, 594, 121]
left-story1-photo	[4, 420, 117, 475]
bottom-right-body-b: ಕೋಲಾರ ಜಿಲ್ಲೆಯಲ್ಲಿ ಜಲಮೂಲಗಳ ಗಣತಿ ಕಾರ್ಯಕ್ಕೆ ಸಿದ್ಧತೆ ನಡೆದಿದ್ದು ಕೆರೆ ಕುಂಟೆ ಬಾವಿ ಕೊಳವೆಬಾವಿ ಹಾಗೂ ಇತರ ಜಲಮೂಲಗಳ ಮಾಹಿತಿಯನ್ನು ಸಂಗ್ರಹಿಸಲಾಗುವುದು. ಗ್ರಾಮ ಪಂಚಾಯಿತಿ ಮಟ್ಟದಲ್ಲಿ ಗಣತಿದಾರರನ್ನು ನೇಮಿಸಲಾಗಿದ್ದು ತರಬೇತಿ ನೀಡಲಾಗಿದೆ. ಕೋಲಾರ ತಾಲೂಕಿನ ಕಾರ್ಮಿಕ ವಿಜ್ಞಾನ ಸಮಿತಿಯ ಅಧ್ಯಕ್ಷರಾಗಿ ಆಯ್ಕೆಯಾದ ಪದಾಧಿಕಾರಿಗಳನ್ನು ಸನ್ಮಾನಿಸಲಾಯಿತು. ಸಭೆಯಲ್ಲಿ ಸಂಘದ ಸದಸ್ಯರು ಭಾಗವಹಿಸಿದ್ದರು. ರೈತರ ಸಮಸ್ಯೆಗಳ ಬಗ್ಗೆ ಚರ್ಚಿಸಲಾಯಿತು ಹಾಗೂ ಮುಂದಿನ ಕಾರ್ಯಕ್ರಮಗಳ ರೂಪುರೇಷೆ ಸಿದ್ಧಪಡಿಸಲಾಯಿತು. ಕೋಲಾರ ಜಿಲ್ಲೆಯಲ್ಲಿ ಜಲಮೂಲಗಳ ಗಣತಿ ಕಾರ್ಯಕ್ಕೆ ಸಿದ್ಧತೆ ನಡೆದಿದ್ದು ಕೆರೆ ಕುಂಟೆ ಬಾವಿ ಕೊಳವೆಬಾವಿ ಹಾಗೂ ಇತರ ಜಲಮೂಲಗಳ ಮಾಹಿತಿಯನ್ನು ಸಂಗ್ರಹಿಸಲಾಗುವುದು. ಗ್ರಾಮ ಪಂಚಾಯಿತಿ ಮಟ್ಟದಲ್ಲಿ ಗಣತಿದಾರರನ್ನು	[306, 815, 356, 914]
apmc-rows	[5, 267, 116, 394]
paper-name: ಉದಯವಾಣಿ	[22, 26, 53, 34]
bottom-right-box-text: ಕೋಲಾರ ಜಿಲ್ಲೆಯಲ್ಲಿ ಜಲಮೂಲಗಳ ಗಣತಿ ಕಾರ್ಯಕ್ಕೆ ಸಿದ್ಧತೆ ನಡೆದಿದ್ದು ಕೆರೆ ಕುಂಟೆ ಬಾವಿ ಕೊಳವೆಬಾವಿ ಹಾಗೂ ಇತರ ಜಲಮೂಲಗಳ ಮಾಹಿತಿಯನ್ನು ಸಂಗ್ರಹಿಸಲಾಗುವುದು. ಗ್ರಾಮ ಪಂಚಾಯಿತಿ ಮಟ್ಟದಲ್ಲಿ ಗಣತಿದಾರರನ್ನು ನೇಮಿಸಲಾಗಿದ್ದು ತರಬೇತಿ ನೀಡಲಾಗಿದೆ. ಕೋಲಾರ ತಾಲೂಕಿನ ಕಾರ್ಮಿಕ ವಿಜ್ಞಾನ ಸಮಿತಿಯ ಅಧ್ಯಕ್ಷರಾಗಿ ಆಯ್ಕೆಯಾದ ಪದಾಧಿಕಾರಿಗಳನ್ನು ಸನ್ಮಾನಿಸಲಾಯಿತು. ಸಭೆಯಲ್ಲಿ ಸಂಘದ ಸದಸ್ಯರು ಭಾಗವಹಿಸಿದ್ದರು. ರೈತರ ಸಮಸ್ಯೆಗಳ ಬಗ್ಗೆ ಚರ್ಚಿಸಲಾಯಿತು ಹಾಗೂ ಮುಂದಿನ ಕಾರ್ಯಕ್ರಮಗಳ ರೂಪುರೇಷೆ ಸಿದ್ಧಪಡಿಸಲಾಯಿತು. ಕೋಲಾರ ಜಿಲ್ಲೆಯಲ್ಲಿ ಜಲಮೂಲಗಳ ಗಣತಿ ಕಾರ್ಯಕ್ಕೆ ಸಿದ್ಧತೆ ನಡೆದಿದ್ದು ಕೆರೆ ಕುಂಟೆ ಬಾವಿ ಕೊಳವೆಬಾವಿ ಹಾಗೂ ಇತರ ಜಲಮೂಲಗಳ ಮಾಹಿತಿಯನ್ನು ಸಂಗ್ರಹಿಸಲಾಗುವುದು. ಗ್ರಾಮ ಪಂಚಾಯಿತಿ ಮಟ್ಟದಲ್ಲಿ ಗಣತಿದಾರರನ್ನು ನೇಮಿಸಲಾಗಿದ್ದು ತರಬೇತಿ ನೀಡಲಾಗಿದೆ. ಕೋಲಾರ ತಾಲೂಕಿನ ಕಾರ್ಮಿಕ ವಿಜ್ಞಾನ ಸಮಿತಿಯ ಅಧ್ಯಕ್ಷರಾಗಿ ಆಯ್ಕೆಯಾದ ಪದಾಧಿಕಾರಿಗಳನ್ನು ಸನ್ಮಾನಿಸಲಾಯಿತು. ಸಭೆಯಲ್ಲಿ ಸಂಘದ ಸದಸ್ಯರು ಭಾಗವಹಿಸಿದ್ದರು. ರೈತರ ಸಮಸ್ಯೆಗಳ ಬಗ್ಗೆ ಚರ್ಚಿಸಲಾಯಿತು ಹಾಗೂ ಮುಂದಿನ ಕಾರ್ಯಕ್ರಮಗಳ ರೂಪುರೇಷೆ ಸಿದ್ಧಪಡಿಸಲಾಯಿತು. ಕೋಲಾರ ಜಿಲ್ಲೆಯಲ್ಲಿ ಜಲಮೂಲಗಳ ಗಣತಿ ಕಾರ್ಯಕ್ಕೆ ಸಿದ್ಧತೆ ನಡೆದಿದ್ದು ಕೆರೆ ಕುಂಟೆ ಬಾವಿ ಕೊಳವೆಬಾವಿ ಹಾಗೂ ಇತರ ಜಲಮೂಲಗಳ ಮಾಹಿತಿಯನ್ನು ಸಂಗ್ರಹಿಸಲಾಗುವುದು. ಗ್ರಾಮ ಪಂಚಾಯಿತಿ ಮಟ್ಟದಲ್ಲಿ ಗಣತಿದಾರರನ್ನು ನೇಮಿಸಲಾಗಿದ್ದು ತರಬೇತಿ ನೀಡಲಾಗಿದೆ. ಕೋಲಾರ ತಾಲೂಕಿನ ಕಾರ್ಮಿಕ ವಿಜ್ಞಾನ ಸಮಿತಿಯ ಅಧ್ಯಕ್ಷರಾಗಿ ಆಯ್ಕೆಯಾದ ಪದಾಧಿಕಾರಿಗಳನ್ನು ಸನ್ಮಾನಿಸಲಾಯಿತು. ಸಭೆಯಲ್ಲಿ ಸಂಘದ ಸದಸ್ಯರು ಭಾಗವಹಿಸಿದ್ದರು. ರೈತರ ಸಮಸ್ಯೆಗಳ ಬಗ್ಗೆ ಚರ್ಚಿಸಲಾಯಿತು ಹಾಗೂ ಮುಂದಿನ ಕಾರ್ಯಕ್ರಮಗಳ ರೂಪುರೇಷೆ ಸಿದ್ಧಪಡಿಸಲಾಯಿತು. ಕೋಲಾರ ಜಿಲ್ಲೆಯಲ್ಲಿ ಜಲಮೂಲಗಳ ಗಣತಿ ಕಾರ್ಯಕ್ಕೆ ಸಿದ್ಧತೆ ನಡೆದಿದ್ದು ಕೆರೆ ಕುಂಟೆ ಬಾವಿ ಕೊಳವೆಬಾವಿ ಹಾಗೂ ಇತರ ಜಲಮೂಲಗಳ ಮಾಹಿತಿಯನ್ನು ಸಂಗ್ರಹಿಸಲಾಗುವುದು. ಗ್ರಾಮ ಪಂಚಾಯಿತಿ ಮಟ್ಟದಲ್ಲಿ ಗಣತಿದಾರರನ್ನು ನೇಮಿಸಲಾಗಿದ್ದು ತರಬೇತಿ ನೀಡಲಾಗಿದೆ. ಕೋಲಾರ ತಾಲೂಕಿನ ಕಾರ್ಮಿಕ ವಿಜ್ಞಾನ ಸಮಿತಿಯ ಅಧ್ಯಕ್ಷರಾಗಿ ಆಯ್ಕೆಯಾದ ಪದಾಧಿಕಾರಿಗಳನ್ನು ಸನ್ಮಾನಿಸಲಾಯಿತು. ಸಭೆಯಲ್ಲಿ ಸಂಘದ ಸದಸ್ಯರು ಭಾಗವಹಿಸಿದ್ದರು. ರೈತರ ಸಮಸ್ಯೆಗಳ ಬಗ್ಗೆ ಚರ್ಚಿಸಲಾಯಿತು ಹಾಗೂ ಮುಂದಿನ ಕಾರ್ಯಕ್ರಮಗಳ ರೂಪುರೇಷೆ ಸಿದ್ಧಪಡಿಸಲಾಯಿತು. ಕೋಲಾರ ಜಿಲ್ಲೆಯಲ್ಲಿ ಜಲಮೂಲಗಳ ಗ	[417, 744, 501, 910]
protest-headline: ಕೇಂದ್ರ ಸರ್ಕಾರದ ಕಾರ್ಮಿಕ ವಿರೋಧಿ ನೀತಿಗೆ ಖಂಡನೆ	[124, 416, 315, 430]
page-number: 2	[4, 12, 20, 38]
bus-body-a: ಕೋಲಾರ ಜಿಲ್ಲೆಯಲ್ಲಿ ಜಲಮೂಲಗಳ ಗಣತಿ ಕಾರ್ಯಕ್ಕೆ ಸಿದ್ಧತೆ ನಡೆದಿದ್ದು ಕೆರೆ ಕುಂಟೆ ಬಾವಿ ಕೊಳವೆಬಾವಿ ಹಾಗೂ ಇತರ ಜಲಮೂಲಗಳ ಮಾಹಿತಿಯನ್ನು ಸಂಗ್ರಹಿಸಲಾಗುವುದು. ಗ್ರಾಮ ಪಂಚಾಯಿತಿ ಮಟ್ಟದಲ್ಲಿ ಗಣತಿದಾರರನ್ನು ನೇಮಿಸಲಾಗಿದ್ದು ತರಬೇತಿ ನೀಡಲಾಗಿದೆ. ಕೋಲಾರ ತಾಲೂಕಿನ ಕಾರ್ಮಿಕ ವಿಜ್ಞಾನ ಸಮಿತಿಯ ಅಧ್ಯಕ್ಷರಾಗಿ ಆಯ್ಕೆಯಾದ ಪದಾಧಿಕಾರಿಗಳನ್ನು ಸನ್ಮಾನಿಸಲಾಯಿತು. ಸಭೆಯಲ್ಲಿ ಸಂಘದ ಸದಸ್ಯರು ಭಾಗವಹಿಸಿದ್ದರು. ರೈತರ ಸಮಸ್ಯೆಗಳ ಬಗ್ಗೆ ಚರ್ಚಿಸಲಾಯಿತು ಹಾಗೂ ಮುಂದಿನ ಕಾರ್ಯಕ್ರಮಗಳ ರೂಪುರೇಷೆ ಸಿದ್ಧಪಡಿಸಲಾಯಿತು. ಕೋಲಾರ ಜಿಲ್ಲೆಯಲ್ಲಿ ಜಲಮೂಲಗಳ ಗಣತಿ ಕಾರ್ಯಕ್ಕೆ ಸಿದ್ಧತೆ ನಡೆದಿದ್ದು ಕೆರೆ ಕುಂಟೆ ಬಾವಿ ಕೊಳವೆಬಾವಿ ಹಾಗೂ ಇತರ ಜಲಮೂಲಗಳ ಮಾಹಿತಿಯನ್ನು ಸಂಗ್ರಹಿಸಲಾಗುವುದು. ಗ್ರಾಮ ಪಂಚಾಯಿತಿ ಮಟ್ಟದಲ್ಲಿ ಗಣತಿದಾರರನ್ನು ನೇಮಿಸಲಾಗಿದ್ದು ತರಬೇತಿ ನೀಡಲಾಗಿದೆ. ಕೋಲಾರ ತಾಲೂಕಿನ ಕಾರ್ಮಿಕ ವಿಜ್ಞಾನ ಸಮಿತಿಯ ಅಧ್ಯಕ್ಷರಾಗಿ ಆಯ್ಕೆಯಾದ ಪದಾಧಿಕಾರಿಗಳನ್ನು ಸನ್ಮಾನಿಸಲಾಯಿತು. ಸಭೆಯಲ್ಲಿ	[416, 592, 474, 696]
appeal-headline: ಕೋಲಾರ: ಅರ್ಜಿ ಆಹ್ವಾನ	[307, 618, 370, 627]
print-marks-right	[456, 917, 490, 924]
lead-photo	[208, 112, 406, 250]
center-body-a: ಕೋಲಾರ ಜಿಲ್ಲೆಯಲ್ಲಿ ಜಲಮೂಲಗಳ ಗಣತಿ ಕಾರ್ಯಕ್ಕೆ ಸಿದ್ಧತೆ ನಡೆದಿದ್ದು ಕೆರೆ ಕುಂಟೆ ಬಾವಿ ಕೊಳವೆಬಾವಿ ಹಾಗೂ ಇತರ ಜಲಮೂಲಗಳ ಮಾಹಿತಿಯನ್ನು ಸಂಗ್ರಹಿಸಲಾಗುವುದು. ಗ್ರಾಮ ಪಂಚಾಯಿತಿ ಮಟ್ಟದಲ್ಲಿ ಗಣತಿದಾರರನ್ನು ನೇಮಿಸಲಾಗಿದ್ದು ತರಬೇತಿ ನೀಡಲಾಗಿದೆ. ಕೋಲಾರ ತಾಲೂಕಿನ ಕಾರ್ಮಿಕ ವಿಜ್ಞಾನ ಸಮಿತಿಯ ಅಧ್ಯಕ್ಷರಾಗಿ ಆಯ್ಕೆಯಾದ ಪದಾಧಿಕಾರಿಗಳನ್ನು ಸನ್ಮಾನಿಸಲಾಯಿತು. ಸಭೆಯಲ್ಲಿ ಸಂಘದ ಸದಸ್ಯರು ಭಾಗವಹಿಸಿದ್ದರು. ರೈತರ ಸಮಸ್ಯೆಗಳ ಬಗ್ಗೆ ಚರ್ಚಿಸಲಾಯಿತು ಹಾಗೂ ಮುಂದಿನ ಕಾರ್ಯಕ್ರಮಗಳ ರೂಪುರೇಷೆ ಸಿದ್ಧಪಡಿಸಲಾಯಿತು. ಕೋಲಾರ ಜಿಲ್ಲೆಯಲ್ಲಿ ಜಲಮೂಲಗಳ ಗಣತಿ ಕಾರ್ಯಕ್ಕೆ ಸಿದ್ಧತೆ ನಡೆದಿದ್ದು ಕೆರೆ ಕುಂಟೆ ಬಾವಿ ಕೊಳವೆಬಾವಿ ಹಾಗೂ ಇತರ ಜಲಮೂಲಗಳ ಮಾಹಿತಿಯನ್ನು ಸಂಗ್ರಹಿಸಲಾಗುವುದು. ಗ್ರಾಮ ಪಂಚಾಯಿತಿ ಮಟ್ಟದಲ್ಲಿ ಗಣತಿದಾರರನ್ನು ನೇಮಿಸಲಾಗಿದ್ದು ತರಬೇತಿ ನೀಡಲಾಗಿದೆ. ಕೋಲಾರ ತಾಲೂಕಿನ ಕಾರ್ಮಿಕ ವಿಜ್ಞಾನ ಸಮಿತಿಯ ಅಧ್ಯಕ್ಷರಾಗಿ ಆಯ್ಕೆಯಾದ ಪದಾಧಿಕಾರಿಗಳನ್ನು ಸನ್ಮಾನಿಸಲಾಯಿತು. ಸಭೆಯಲ್ಲಿ ಸಂಘದ ಸದಸ್ಯರು ಭಾಗವಹಿಸಿದ್ದರು. ರೈತರ ಸಮಸ್ಯೆಗ	[124, 503, 182, 614]
lead-quote: ಜಿಲ್ಲೆಯಲ್ಲಿರುವ 3 ಸಾವಿರಕ್ಕೂ ಹೆಚ್ಚು ಜಲಮೂಲಗಳ ಗಣತಿ ಕಾರ್ಯ ಆರಂಭವಾಗಿದೆ. ಇದಕ್ಕೆ ಅಧಿಕಾರಿಗಳು ಹಾಗೂ ಸಿಬ್ಬಂದಿ ಸಹಕರಿಸಬೇಕು.	[213, 270, 381, 282]
lead-body-col6: ಕೋಲಾರ ಜಿಲ್ಲೆಯಲ್ಲಿ ಜಲಮೂಲಗಳ ಗಣತಿ ಕಾರ್ಯಕ್ಕೆ ಸಿದ್ಧತೆ ನಡೆದಿದ್ದು ಕೆರೆ ಕುಂಟೆ ಬಾವಿ ಕೊಳವೆಬಾವಿ ಹಾಗೂ ಇತರ ಜಲಮೂಲಗಳ ಮಾಹಿತಿಯನ್ನು ಸಂಗ್ರಹಿಸಲಾಗುವುದು. ಗ್ರಾಮ ಪಂಚಾಯಿತಿ ಮಟ್ಟದಲ್ಲಿ ಗಣತಿದಾರರನ್ನು ನೇಮಿಸಲಾಗಿದ್ದು ತರಬೇತಿ ನೀಡಲಾಗಿದೆ. ಕೋಲಾರ ತಾಲೂಕಿನ ಕಾರ್ಮಿಕ ವಿಜ್ಞಾನ ಸಮಿತಿಯ ಅಧ್ಯಕ್ಷರಾಗಿ ಆಯ್ಕೆಯಾದ ಪದಾಧಿಕಾರಿಗಳನ್ನು ಸನ್ಮಾನಿಸಲಾಯಿತು. ಸಭೆಯಲ್ಲಿ ಸಂಘದ ಸದಸ್ಯರು ಭಾಗವಹಿಸಿದ್ದರು. ರೈತರ ಸಮಸ್ಯೆಗಳ ಬಗ್ಗೆ ಚರ್ಚಿಸಲಾಯಿತು ಹಾಗೂ ಮುಂದಿನ ಕಾರ್ಯಕ್ರಮಗಳ ರೂಪುರೇಷೆ ಸಿದ್ಧಪಡಿಸಲಾಯಿತು. ಕೋಲಾರ ಜಿಲ್ಲೆಯಲ್ಲಿ ಜಲಮೂಲಗಳ ಗಣತಿ ಕಾರ್ಯಕ್ಕೆ ಸಿದ್ಧತೆ ನಡೆದಿದ್ದು ಕೆರೆ ಕುಂಟೆ ಬಾವಿ ಕೊಳವೆಬಾವಿ ಹಾಗೂ ಇತರ ಜಲಮೂಲಗಳ ಮಾಹಿತಿಯನ್ನು ಸಂಗ್ರಹಿಸಲಾಗುವುದು. ಗ್ರಾಮ ಪಂಚಾಯಿತಿ ಮಟ್ಟದಲ್ಲಿ ಗಣತಿದಾರರನ್ನು ನೇಮಿಸಲಾಗಿದ್ದು ತರಬೇತಿ ನೀಡಲಾಗಿದೆ. ಕೋಲಾರ ತಾಲೂಕಿನ ಕಾರ್ಮಿಕ ವಿಜ್ಞಾನ ಸಮಿತಿಯ ಅಧ್ಯಕ್ಷರಾಗಿ ಆಯ್ಕೆಯಾದ ಪದಾಧಿಕಾರಿಗಳನ್ನು ಸನ್ಮಾನಿಸಲಾಯಿತು. ಸಭೆಯಲ್ಲಿ ಸಂಘದ ಸದಸ್ಯರು ಭಾಗವಹಿಸಿದ್ದರು. ರೈತರ ಸಮಸ್ಯೆಗಳ ಬಗ್ಗೆ ಚರ್ಚಿಸಲಾಯಿತು ಹಾಗೂ ಮುಂದಿನ ಕಾರ್ಯಕ್ರಮಗಳ ರೂಪುರೇಷೆ ಸಿದ್ಧಪಡಿಸಲಾಯಿತು. ಕೋಲಾರ ಜಿಲ್ಲೆಯಲ್ಲಿ ಜಲಮೂಲಗಳ ಗಣತಿ ಕಾರ್ಯಕ್ಕೆ ಸಿದ್ಧತೆ ನಡೆದಿದ್ದು ಕೆರೆ ಕುಂಟೆ ಬಾವಿ ಕೊಳವೆಬಾವಿ ಹಾಗೂ ಇತರ ಜಲಮೂಲಗಳ ಮಾಹಿತಿಯನ್ನು ಸಂಗ್ರಹಿಸಲಾಗುವುದು. ಗ್ರಾಮ ಪಂಚಾಯಿತಿ ಮಟ್ಟದಲ್ಲಿ ಗಣತಿದಾರರನ್ನು ನೇಮಿಸಲಾಗಿದ್ದು ತರಬೇತಿ ನೀಡಲಾಗಿದೆ. ಕೋಲಾರ ತಾಲೂಕಿನ ಕಾರ್ಮಿಕ ವಿಜ್ಞಾನ ಸಮಿತಿಯ ಅಧ್ಯಕ್ಷರಾಗಿ ಆಯ್ಕೆಯಾದ ಪದಾಧಿಕಾರಿಗಳನ್ನು ಸನ್ಮಾನಿಸಲಾಯಿತು. ಸಭೆಯಲ್ಲಿ ಸಂಘದ ಸದಸ್ಯರು ಭಾಗವಹಿಸಿದ್ದರು. ರೈತರ ಸಮಸ್ಯೆಗಳ ಬಗ್ಗೆ ಚರ್ಚಿಸಲಾಯಿತು	[476, 326, 594, 409]
guru-heading: ಗುರು	[53, 105, 68, 114]
lead-byline: ಕೆ.ಎಸ್. ಗಣೇಶ್	[124, 110, 149, 115]
protest-caption: ಕೋಲಾರದಲ್ಲಿ ಕಾರ್ಮಿಕ ಸಂಘಟನೆಗಳ ಕಾರ್ಯಕರ್ತರು ಪ್ರತಿಭಟನೆ ನಡೆಸಿದರು.	[344, 440, 393, 451]
masthead-logo-block	[120, 20, 290, 60]
ad1-line1: ಪುಸ್ತಕಗಳ ಅಂಗಡಿ	[310, 21, 338, 27]
ad2-line1: ಈಗಲೇ ಬುಕ್ ಮಾಡಿ	[408, 21, 442, 27]
masthead-ad-3[interactable]	[490, 18, 594, 62]
bottom-left-headline: ಕಾರ್ಮಿಕರ ಬೇಡಿಕೆ ಈಡೇರಿಕೆಗೆ ಆಗ್ರಹ	[6, 702, 160, 717]
bottom-right-headline: ಕೆಜಿಎಫ್ ಸರ್ಕಾರಿ ವೈದ್ಯರ ಮೇಲೆ ಹಲ್ಲೆ: ಆರೋಪ	[236, 710, 456, 726]
section-title: ಕೋಲಾರ	[120, 20, 215, 55]
lead-bottom-rule	[122, 412, 594, 413]
left-column-divider	[119, 68, 120, 696]
bottom-band-rule	[4, 698, 596, 700]
teacher-body-b: ಕೋಲಾರ ಜಿಲ್ಲೆಯಲ್ಲಿ ಜಲಮೂಲಗಳ ಗಣತಿ ಕಾರ್ಯಕ್ಕೆ ಸಿದ್ಧತೆ ನಡೆದಿದ್ದು ಕೆರೆ ಕುಂಟೆ ಬಾವಿ ಕೊಳವೆಬಾವಿ ಹಾಗೂ ಇತರ ಜಲಮೂಲಗಳ ಮಾಹಿತಿಯನ್ನು ಸಂಗ್ರಹಿಸಲಾಗುವುದು. ಗ್ರಾಮ ಪಂಚಾಯಿತಿ ಮಟ್ಟದಲ್ಲಿ ಗಣತಿದಾರರನ್ನು ನೇಮಿಸಲಾಗಿದ್ದು ತರಬೇತಿ ನೀಡಲಾಗಿದೆ. ಕೋಲಾರ ತಾಲೂಕಿನ ಕಾರ್ಮಿಕ ವಿಜ್ಞಾನ ಸಮಿತಿಯ ಅಧ್ಯಕ್ಷರಾಗಿ ಆಯ್ಕೆಯಾದ ಪದಾಧಿಕಾರಿಗಳನ್ನು ಸನ್ಮಾನಿಸಲಾಯಿತು. ಸಭೆಯಲ್ಲಿ ಸಂಘದ ಸದಸ್ಯರು ಭಾಗವಹಿಸಿದ್ದರು. ರೈತರ ಸಮಸ್ಯೆಗಳ ಬಗ್ಗೆ ಚರ್ಚಿಸಲಾಯಿತು ಹಾಗೂ ಮುಂದಿನ ಕಾರ್ಯಕ್ರಮಗಳ ರೂಪುರೇಷೆ ಸಿದ್ಧಪಡಿಸಲಾಯಿತು.	[477, 512, 535, 572]
apmc-header-row: ತರಕಾರಿ (ಕೆಜಿ) ದರ	[5, 267, 116, 275]
center-body-d: ಕೋಲಾರ ಜಿಲ್ಲೆಯಲ್ಲಿ ಜಲಮೂಲಗಳ ಗಣತಿ ಕಾರ್ಯಕ್ಕೆ ಸಿದ್ಧತೆ ನಡೆದಿದ್ದು ಕೆರೆ ಕುಂಟೆ ಬಾವಿ ಕೊಳವೆಬಾವಿ ಹಾಗೂ ಇತರ ಜಲಮೂಲಗಳ ಮಾಹಿತಿಯನ್ನು ಸಂಗ್ರಹಿಸಲಾಗುವುದು. ಗ್ರಾಮ ಪಂಚಾಯಿತಿ ಮಟ್ಟದಲ್ಲಿ ಗಣತಿದಾರರನ್ನು ನೇಮಿಸಲಾಗಿದ್ದು ತರಬೇತಿ ನೀಡಲಾಗಿದೆ. ಕೋಲಾರ ತಾಲೂಕಿನ ಕಾರ್ಮಿಕ ವಿಜ್ಞಾನ ಸಮಿತಿಯ ಅಧ್ಯಕ್ಷರಾಗಿ ಆಯ್ಕೆಯಾದ ಪದಾಧಿಕಾರಿಗಳನ್ನು ಸನ್ಮಾನಿಸಲಾಯಿತು. ಸಭೆಯಲ್ಲಿ ಸಂಘದ ಸದಸ್ಯರು ಭಾಗವಹಿಸಿದ್ದರು. ರೈತರ ಸಮಸ್ಯೆಗಳ ಬಗ್ಗೆ ಚರ್ಚಿಸಲಾಯಿತು ಹಾಗೂ ಮುಂದಿನ ಕಾರ್ಯಕ್ರಮಗಳ ರೂಪುರೇಷೆ ಸಿದ್ಧಪಡಿಸಲಾಯಿತು. ಕೋಲಾರ ಜಿಲ್ಲೆಯಲ್ಲಿ ಜಲಮೂಲಗಳ ಗಣತಿ ಕಾರ್ಯಕ್ಕೆ ಸಿದ್ಧತೆ ನಡೆದಿದ್ದು ಕೆರೆ ಕುಂಟೆ ಬಾವಿ ಕೊಳವೆಬಾವಿ ಹಾಗೂ ಇತರ ಜಲಮೂಲಗಳ ಮಾಹಿತಿಯನ್ನು ಸಂಗ್ರಹಿಸಲಾಗುವುದು. ಗ್ರಾಮ ಪಂಚಾಯಿತಿ ಮಟ್ಟದಲ್ಲಿ ಗಣತಿದಾರರನ್ನು ನೇಮಿಸಲಾಗಿದ್ದು ತರಬೇತಿ ನೀಡಲಾಗಿದೆ. ಕೋಲಾರ ತಾಲೂಕಿನ ಕಾರ್ಮಿಕ ವಿಜ್ಞಾನ ಸಮಿತಿಯ ಅಧ್ಯಕ್ಷರಾಗಿ ಆಯ್ಕೆಯಾದ ಪದಾಧಿಕಾರಿಗಳನ್ನು ಸನ್ಮಾನಿಸಲಾಯಿತು. ಸಭೆಯಲ್ಲಿ ಸಂಘದ ಸದಸ್ಯರು ಭಾಗವಹಿಸಿದ್ದರು. ರೈತರ ಸಮಸ್ಯೆಗ	[307, 503, 365, 614]
center-body-b: ಕೋಲಾರ ಜಿಲ್ಲೆಯಲ್ಲಿ ಜಲಮೂಲಗಳ ಗಣತಿ ಕಾರ್ಯಕ್ಕೆ ಸಿದ್ಧತೆ ನಡೆದಿದ್ದು ಕೆರೆ ಕುಂಟೆ ಬಾವಿ ಕೊಳವೆಬಾವಿ ಹಾಗೂ ಇತರ ಜಲಮೂಲಗಳ ಮಾಹಿತಿಯನ್ನು ಸಂಗ್ರಹಿಸಲಾಗುವುದು. ಗ್ರಾಮ ಪಂಚಾಯಿತಿ ಮಟ್ಟದಲ್ಲಿ ಗಣತಿದಾರರನ್ನು ನೇಮಿಸಲಾಗಿದ್ದು ತರಬೇತಿ ನೀಡಲಾಗಿದೆ. ಕೋಲಾರ ತಾಲೂಕಿನ ಕಾರ್ಮಿಕ ವಿಜ್ಞಾನ ಸಮಿತಿಯ ಅಧ್ಯಕ್ಷರಾಗಿ ಆಯ್ಕೆಯಾದ ಪದಾಧಿಕಾರಿಗಳನ್ನು ಸನ್ಮಾನಿಸಲಾಯಿತು. ಸಭೆಯಲ್ಲಿ ಸಂಘದ ಸದಸ್ಯರು ಭಾಗವಹಿಸಿದ್ದರು. ರೈತರ ಸಮಸ್ಯೆಗಳ ಬಗ್ಗೆ ಚರ್ಚಿಸಲಾಯಿತು ಹಾಗೂ ಮುಂದಿನ ಕಾರ್ಯಕ್ರಮಗಳ ರೂಪುರೇಷೆ ಸಿದ್ಧಪಡಿಸಲಾಯಿತು. ಕೋಲಾರ ಜಿಲ್ಲೆಯಲ್ಲಿ ಜಲಮೂಲಗಳ ಗಣತಿ ಕಾರ್ಯಕ್ಕೆ ಸಿದ್ಧತೆ ನಡೆದಿದ್ದು ಕೆರೆ ಕುಂಟೆ ಬಾವಿ ಕೊಳವೆಬಾವಿ ಹಾಗೂ ಇತರ ಜಲಮೂಲಗಳ ಮಾಹಿತಿಯನ್ನು ಸಂಗ್ರಹಿಸಲಾಗುವುದು. ಗ್ರಾಮ ಪಂಚಾಯಿತಿ ಮಟ್ಟದಲ್ಲಿ ಗಣತಿದಾರರನ್ನು ನೇಮಿಸಲಾಗಿದ್ದು ತರಬೇತಿ ನೀಡಲಾಗಿದೆ. ಕೋಲಾರ ತಾಲೂಕಿನ ಕಾರ್ಮಿಕ ವಿಜ್ಞಾನ ಸಮಿತಿಯ ಅಧ್ಯಕ್ಷರಾಗಿ ಆಯ್ಕೆಯಾದ ಪದಾಧಿಕಾರಿಗಳನ್ನು ಸನ್ಮಾನಿಸಲಾಯಿತು. ಸಭೆಯಲ್ಲಿ ಸಂಘದ ಸದಸ್ಯರು ಭಾಗವಹಿಸಿದ್ದರು. ರೈತರ ಸಮಸ್ಯೆಗ	[185, 503, 243, 614]
apmc-row: ಬದನೆ 20 ಕೆಜಿ	[5, 307, 116, 315]
dateline-1: ಉದಯವಾಣಿ ಸಮಾಚಾರ	[124, 497, 161, 502]
bottom-left-body-a: ಕೋಲಾರ ಜಿಲ್ಲೆಯಲ್ಲಿ ಜಲಮೂಲಗಳ ಗಣತಿ ಕಾರ್ಯಕ್ಕೆ ಸಿದ್ಧತೆ ನಡೆದಿದ್ದು ಕೆರೆ ಕುಂಟೆ ಬಾವಿ ಕೊಳವೆಬಾವಿ ಹಾಗೂ ಇತರ ಜಲಮೂಲಗಳ ಮಾಹಿತಿಯನ್ನು ಸಂಗ್ರಹಿಸಲಾಗುವುದು. ಗ್ರಾಮ ಪಂಚಾಯಿತಿ ಮಟ್ಟದಲ್ಲಿ ಗಣತಿದಾರರನ್ನು ನೇಮಿಸಲಾಗಿದ್ದು ತರಬೇತಿ ನೀಡಲಾಗಿದೆ. ಕೋಲಾರ ತಾಲೂಕಿನ ಕಾರ್ಮಿಕ ವಿಜ್ಞಾನ ಸಮಿತಿಯ ಅಧ್ಯಕ್ಷರಾಗಿ ಆಯ್ಕೆಯಾದ ಪದಾಧಿಕಾರಿಗಳನ್ನು ಸನ್ಮಾನಿಸಲಾಯಿತು. ಸಭೆಯಲ್ಲಿ ಸಂಘದ ಸದಸ್ಯರು ಭಾಗವಹಿಸಿದ್ದರು. ರೈತರ ಸಮಸ್ಯೆಗಳ ಬಗ್ಗೆ ಚರ್ಚಿಸಲಾಯಿತು ಹಾಗೂ ಮುಂದಿನ ಕಾರ್ಯಕ್ರಮಗಳ ರೂಪುರೇಷೆ ಸಿದ್ಧಪಡಿಸಲಾಯಿತು. ಕೋಲಾರ ಜಿಲ್ಲೆಯಲ್ಲಿ ಜಲಮೂಲಗಳ ಗಣತಿ ಕಾರ್ಯಕ್ಕೆ ಸಿದ್ಧತೆ ನಡೆದಿದ್ದು ಕೆರೆ ಕುಂಟೆ ಬಾವಿ ಕೊಳವೆಬಾವಿ ಹಾಗೂ ಇತರ ಜಲಮೂಲಗಳ ಮಾಹಿತಿಯನ್ನು ಸಂಗ್ರಹಿಸಲಾಗುವುದು. ಗ್ರಾಮ ಪಂಚಾಯಿತಿ ಮಟ್ಟದಲ್ಲಿ ಗಣತಿದಾರರನ್ನು ನೇಮಿಸಲಾಗಿದ್ದು ತರಬೇತಿ ನೀಡಲಾಗಿದೆ. ಕೋಲಾರ ತಾಲೂಕಿನ ಕಾರ್ಮಿಕ ವಿಜ್ಞಾನ ಸಮಿತಿಯ ಅಧ್ಯಕ್ಷರಾಗಿ ಆಯ್ಕೆಯಾದ ಪದಾಧಿಕಾರಿಗಳನ್ನು ಸನ್ಮಾನಿಸಲಾಯಿತು. ಸಭೆಯಲ್ಲಿ ಸಂಘದ ಸದಸ್ಯರು ಭಾಗವಹಿಸಿದ್ದರು. ರೈತರ ಸಮಸ್ಯೆಗಳ ಬಗ್ಗೆ ಚರ್ಚಿಸಲಾಯಿತು ಹಾಗೂ ಮುಂದಿನ ಕಾರ್ಯಕ್ರಮಗಳ ರೂಪುರೇಷೆ ಸಿದ್ಧಪಡಿಸಲಾಯಿತು. ಕೋಲಾರ ಜಿಲ್ಲೆಯಲ್ಲಿ ಜಲಮೂಲಗಳ ಗಣತಿ ಕಾರ್ಯಕ್ಕೆ ಸಿದ್ಧತೆ ನಡೆದಿದ್ದು ಕೆರೆ ಕುಂಟೆ ಬಾವಿ ಕೊಳವೆಬಾವಿ ಹಾಗೂ ಇತರ ಜಲಮೂಲಗಳ ಮಾಹಿತಿಯನ್ನು ಸಂಗ್ರಹಿಸಲಾಗುವುದು. ಗ್ರಾಮ ಪಂಚಾಯಿತಿ ಮಟ್ಟದಲ್ಲಿ ಗಣತಿದಾರರನ್ನು ನೇಮಿಸಲಾಗಿದ್ದು ತರಬೇತಿ ನೀಡಲಾಗಿದೆ. ಕೋಲಾರ ತಾಲೂಕಿನ ಕಾರ್ಮಿಕ ವಿಜ್ಞಾನ ಸಮಿತಿಯ ಅಧ್ಯಕ್ಷರಾಗಿ ಆಯ್ಕೆಯಾದ ಪ	[6, 724, 56, 913]
apmc-row: ಕ್ಯಾರೆಟ್ 40 ಕೆಜಿ	[5, 354, 116, 362]
appeal-body-b: ಕೋಲಾರ ಜಿಲ್ಲೆಯಲ್ಲಿ ಜಲಮೂಲಗಳ ಗಣತಿ ಕಾರ್ಯಕ್ಕೆ ಸಿದ್ಧತೆ ನಡೆದಿದ್ದು ಕೆರೆ ಕುಂಟೆ ಬಾವಿ ಕೊಳವೆಬಾವಿ ಹಾಗೂ ಇತರ ಜಲಮೂಲಗಳ ಮಾಹಿತಿಯನ್ನು ಸಂಗ್ರಹಿಸಲಾಗುವುದು. ಗ್ರಾಮ ಪಂಚಾಯಿತಿ ಮಟ್ಟದಲ್ಲಿ ಗಣತಿದಾರರನ್ನು ನೇಮಿಸಲಾಗಿದ್ದು ತರಬೇತಿ ನೀಡಲಾಗಿದೆ. ಕೋಲಾರ ತಾಲೂಕಿನ ಕಾರ್ಮಿಕ ವಿಜ್ಞಾನ ಸಮಿತಿಯ ಅಧ್ಯಕ್ಷರಾಗಿ ಆಯ್ಕೆಯಾದ ಪದಾಧಿಕಾರಿಗಳನ್ನು ಸನ್ಮಾನಿಸಲಾಯಿತು. ಸಭೆಯಲ್ಲಿ ಸಂಘದ ಸದಸ್ಯರು ಭಾಗವಹಿಸಿದ್ದರು. ರೈತರ ಸಮಸ್ಯೆಗಳ ಬಗ್ಗೆ ಚರ್ಚಿಸಲಾಯಿತು ಹಾಗೂ ಮುಂದಿನ ಕಾರ್ಯಕ್ರಮಗಳ ರೂಪುರೇಷೆ ಸಿದ್ಧಪ	[361, 630, 413, 696]
lead-body-col4: ಕೋಲಾರ ಜಿಲ್ಲೆಯಲ್ಲಿ ಜಲಮೂಲಗಳ ಗಣತಿ ಕಾರ್ಯಕ್ಕೆ ಸಿದ್ಧತೆ ನಡೆದಿದ್ದು ಕೆರೆ ಕುಂಟೆ ಬಾವಿ ಕೊಳವೆಬಾವಿ ಹಾಗೂ ಇತರ ಜಲಮೂಲಗಳ ಮಾಹಿತಿಯನ್ನು ಸಂಗ್ರಹಿಸಲಾಗುವುದು. ಗ್ರಾಮ ಪಂಚಾಯಿತಿ ಮಟ್ಟದಲ್ಲಿ ಗಣತಿದಾರರನ್ನು ನೇಮಿಸಲಾಗಿದ್ದು ತರಬೇತಿ ನೀಡಲಾಗಿದೆ. ಕೋಲಾರ ತಾಲೂಕಿನ ಕಾರ್ಮಿಕ ವಿಜ್ಞಾನ ಸಮಿತಿಯ ಅಧ್ಯಕ್ಷರಾಗಿ ಆಯ್ಕೆಯಾದ ಪದಾಧಿಕಾರಿಗಳನ್ನು ಸನ್ಮಾನಿಸಲಾಯಿತು. ಸಭೆಯಲ್ಲಿ ಸಂಘದ ಸದಸ್ಯರು ಭಾಗವಹಿಸಿದ್ದರು. ರೈತರ ಸಮಸ್ಯೆಗಳ ಬಗ್ಗೆ ಚರ್ಚಿಸಲಾಯಿತು ಹಾಗೂ ಮುಂದಿನ ಕಾರ್ಯಕ್ರಮಗಳ ರೂಪುರೇಷೆ ಸಿದ್ಧಪಡಿಸಲಾಯಿತು. ಕೋಲಾರ ಜಿಲ್ಲೆಯಲ್ಲಿ ಜಲಮೂಲಗಳ ಗಣತಿ ಕಾರ್ಯಕ್ಕೆ ಸಿದ್ಧತೆ ನಡೆದಿದ್ದು ಕೆರೆ ಕುಂಟೆ ಬಾವಿ ಕೊಳವೆಬಾವಿ ಹಾಗೂ ಇತರ ಜಲಮೂಲಗಳ ಮಾಹಿತಿಯನ್ನು ಸಂಗ್ರಹಿಸಲಾಗುವುದು. ಗ್ರಾಮ ಪಂಚಾಯಿತಿ ಮಟ್ಟದಲ್ಲಿ ಗಣತಿದಾರರನ್ನು ನೇಮಿಸಲಾಗಿದ್ದು ತರಬೇತಿ ನೀಡಲಾಗಿದೆ. ಕೋಲಾರ ತಾಲೂಕಿನ ಕಾರ್ಮಿಕ ವಿಜ್ಞಾನ ಸಮಿತಿಯ ಅಧ್ಯಕ್ಷರಾಗಿ ಆಯ್ಕೆಯಾದ ಪದಾಧಿಕಾರಿಗಳನ್ನು ಸನ್ಮಾನಿಸಲಾಯಿತು. ಸಭೆಯಲ್ಲಿ ಸಂಘದ ಸದಸ್ಯರು ಭಾಗವಹಿಸಿದ್ದರು. ರೈತರ ಸಮಸ್ಯೆಗಳ ಬಗ್ಗೆ ಚರ್ಚಿಸಲಾಯಿತು ಹಾಗೂ ಮುಂದಿನ ಕಾರ್ಯಕ್ರಮಗಳ ರೂಪುರೇಷೆ ಸಿದ್ಧಪಡಿಸಲಾಯಿತು. ಕೋಲಾರ ಜಿಲ್ಲೆಯಲ್ಲಿ ಜಲಮೂಲಗಳ ಗಣತಿ ಕಾರ್ಯಕ್ಕೆ ಸಿದ್ಧತೆ ನಡೆದಿದ್ದು ಕೆರೆ ಕುಂಟೆ ಬಾವಿ ಕೊಳವೆಬಾವಿ ಹಾಗೂ ಇತರ ಜಲಮೂಲಗಳ ಮಾಹಿತಿಯನ್ನು ಸಂಗ್ರಹಿಸಲಾಗುವುದು. ಗ್ರಾಮ ಪಂಚಾಯಿತಿ ಮಟ್ಟದಲ್ಲಿ ಗಣತಿದಾರರನ್ನು ನೇಮಿಸಲಾಗಿದ್ದು ತರಬೇತಿ ನೀಡಲಾಗಿದೆ. ಕೋಲಾರ ತಾಲೂಕಿನ ಕಾರ್ಮಿಕ ವಿಜ್ಞಾನ ಸಮಿತಿಯ ಅಧ್ಯಕ್ಷರಾಗಿ ಆಯ್ಕೆಯಾದ ಪದಾಧಿಕಾರಿಗಳನ್ನು ಸನ್ಮಾನಿಸಲಾಯಿತು. ಸಭೆಯಲ್ಲಿ ಸಂಘದ ಸದಸ್ಯರು ಭಾಗವಹಿಸಿದ್ದರು.	[240, 326, 355, 409]
bottom-right-box-title: ವೈದ್ಯಕೀಯ ಸಿಬ್ಬಂದಿ ಪ್ರತಿಭಟನೆ	[415, 733, 503, 742]
teacher-body-c: ಕೋಲಾರ ಜಿಲ್ಲೆಯಲ್ಲಿ ಜಲಮೂಲಗಳ ಗಣತಿ ಕಾರ್ಯಕ್ಕೆ ಸಿದ್ಧತೆ ನಡೆದಿದ್ದು ಕೆರೆ ಕುಂಟೆ ಬಾವಿ ಕೊಳವೆಬಾವಿ ಹಾಗೂ ಇತರ ಜಲಮೂಲಗಳ ಮಾಹಿತಿಯನ್ನು ಸಂಗ್ರಹಿಸಲಾಗುವುದು. ಗ್ರಾಮ ಪಂಚಾಯಿತಿ ಮಟ್ಟದಲ್ಲಿ ಗಣತಿದಾರರನ್ನು ನೇಮಿಸಲಾಗಿದ್ದು ತರಬೇತಿ ನೀಡಲಾಗಿದೆ. ಕೋಲಾರ ತಾಲೂಕಿನ ಕಾರ್ಮಿಕ ವಿಜ್ಞಾನ ಸಮಿತಿಯ ಅಧ್ಯಕ್ಷರಾಗಿ ಆಯ್ಕೆಯಾದ ಪದಾಧಿಕಾರಿಗಳನ್ನು ಸನ್ಮಾನಿಸಲಾಯಿತು. ಸಭೆಯಲ್ಲಿ ಸಂಘದ ಸದಸ್ಯರು ಭಾಗವಹಿಸಿದ್ದರು. ರೈತರ ಸಮಸ್ಯೆಗಳ ಬಗ್ಗೆ ಚರ್ಚಿಸಲಾಯಿತು ಹಾಗೂ ಮುಂದಿನ ಕಾರ್ಯಕ್ರಮಗಳ	[538, 512, 594, 572]
lead-headline: ನೀರಿನ ಮೂಲಗಳ ಗಣತಿಗೆ ಕೋಲಾರ ಸಜ್ಜು!	[122, 66, 406, 90]
bottom-right-body-a: ಕೋಲಾರ ಜಿಲ್ಲೆಯಲ್ಲಿ ಜಲಮೂಲಗಳ ಗಣತಿ ಕಾರ್ಯಕ್ಕೆ ಸಿದ್ಧತೆ ನಡೆದಿದ್ದು ಕೆರೆ ಕುಂಟೆ ಬಾವಿ ಕೊಳವೆಬಾವಿ ಹಾಗೂ ಇತರ ಜಲಮೂಲಗಳ ಮಾಹಿತಿಯನ್ನು ಸಂಗ್ರಹಿಸಲಾಗುವುದು. ಗ್ರಾಮ ಪಂಚಾಯಿತಿ ಮಟ್ಟದಲ್ಲಿ ಗಣತಿದಾರರನ್ನು ನೇಮಿಸಲಾಗಿದ್ದು ತರಬೇತಿ ನೀಡಲಾಗಿದೆ. ಕೋಲಾರ ತಾಲೂಕಿನ ಕಾರ್ಮಿಕ ವಿಜ್ಞಾನ ಸಮಿತಿಯ ಅಧ್ಯಕ್ಷರಾಗಿ ಆಯ್ಕೆಯಾದ ಪದಾಧಿಕಾರಿಗಳನ್ನು ಸನ್ಮಾನಿಸಲಾಯಿತು. ಸಭೆಯಲ್ಲಿ ಸಂಘದ ಸದಸ್ಯರು ಭಾಗವಹಿಸಿದ್ದರು. ರೈತರ ಸಮಸ್ಯೆಗಳ ಬಗ್ಗೆ ಚರ್ಚಿಸಲಾಯಿತು ಹಾಗೂ ಮುಂದಿನ ಕಾರ್ಯಕ್ರಮಗಳ ರೂಪುರೇಷೆ ಸಿದ್ಧಪಡಿಸಲಾಯಿತು. ಕೋಲಾರ ಜಿಲ್ಲೆಯಲ್ಲಿ ಜಲಮೂಲಗಳ ಗಣತಿ ಕಾರ್ಯಕ್ಕೆ ಸಿದ್ಧತೆ ನಡೆದಿದ್ದು ಕೆರೆ ಕುಂಟೆ ಬಾವಿ ಕೊಳವೆಬಾವಿ ಹಾಗೂ ಇತರ ಜಲಮೂಲಗಳ ಮಾಹಿತಿಯನ್ನು ಸಂಗ್ರಹಿಸಲಾಗುವುದು. ಗ್ರಾಮ ಪಂಚಾಯಿತಿ ಮಟ್ಟದಲ್ಲಿ ಗಣತಿದಾರರನ್ನು ನೇಮಿಸಲಾಗಿದ್ದು ತರಬೇತಿ ನೀಡಲಾಗಿದೆ. ಕೋಲಾರ ತಾಲೂಕಿನ ಕಾರ್ಮಿಕ ವಿಜ್ಞಾನ ಸಮಿತಿಯ ಅಧ್ಯಕ್ಷರಾಗಿ ಆಯ್ಕೆಯಾದ ಪದಾಧಿಕಾರಿಗಳನ್ನು ಸನ್ಮಾನಿಸಲಾಯಿತು. ಸಭೆಯಲ್ಲಿ ಸಂಘದ ಸದಸ್ಯರು ಭಾಗವಹಿಸಿದ್ದರು. ರೈತರ ಸಮಸ್ಯೆಗಳ ಬಗ್ಗೆ ಚರ್ಚಿಸಲಾಯಿತು ಹಾಗೂ ಮುಂದಿನ ಕಾರ್ಯಕ್ರಮಗಳ ರೂಪುರೇಷೆ ಸಿದ್ಧಪಡಿಸಲಾಯಿತು. ಕೋಲಾರ ಜಿಲ್ಲೆಯಲ್ಲಿ ಜಲಮೂಲಗಳ ಗಣತಿ ಕಾರ್ಯಕ್ಕೆ ಸಿದ್ಧತೆ ನಡೆದಿದ್ದು ಕೆರೆ ಕುಂಟೆ ಬಾವಿ ಕೊಳವೆಬಾವಿ ಹಾಗೂ ಇತರ ಜಲಮೂಲಗಳ ಮಾಹಿತಿಯನ್ನು ಸಂಗ್ರಹಿಸಲಾಗುವುದು. ಗ್ರಾಮ ಪಂಚಾಯಿತಿ ಮಟ್ಟದಲ್ಲಿ ಗಣತಿದಾರರನ್ನು ನೇಮಿಸಲಾಗಿದ್ದು ತರಬೇತಿ ನೀಡಲಾಗಿದೆ. ಕೋಲಾರ ತಾಲೂಕಿನ ಕಾರ್ಮಿಕ ವಿಜ್ಞಾನ ಸಮಿತಿಯ ಅಧ್ಯಕ್ಷರಾಗಿ ಆಯ್ಕೆಯಾದ ಪದಾಧಿಕಾರಿಗಳನ್ನು ಸನ್ಮಾನಿಸಲಾಯಿತು. ಸಭೆಯಲ್ಲಿ ಸಂಘದ ಸದಸ್ಯರು ಭಾಗವಹಿಸಿದ್ದರು. ರೈತರ ಸಮಸ್ಯೆಗಳ ಬಗ್ಗೆ ಚರ್ಚಿಸಲಾಯಿತು ಹಾಗೂ ಮುಂದಿನ ಕಾರ್ಯಕ್ರಮಗಳ ರೂಪುರೇಷೆ ಸಿದ್ಧಪಡಿಸಲಾಯಿತು. ಕೋಲಾರ ಜಿಲ್ಲೆಯಲ್ಲಿ ಜಲಮೂಲಗಳ ಗಣತಿ ಕಾರ್ಯಕ್ಕೆ ಸಿದ್ಧತೆ ನಡೆದಿದ್ದು ಕೆರೆ ಕುಂಟೆ ಬಾವಿ ಕೊಳವೆಬಾವಿ ಹಾಗೂ ಇತರ ಜಲಮೂಲಗಳ ಮಾಹಿತಿಯನ್ನು ಸಂಗ್ರಹಿಸಲಾಗುವುದು. ಗ್ರಾಮ ಪಂಚಾಯಿತಿ ಮಟ್ಟದಲ್ಲಿ ಗಣತಿದಾರರನ್ನು ನೇಮಿಸಲಾಗಿದ್ದು ತರಬೇತಿ ನೀಡ	[236, 732, 302, 914]
teacher-headline: ನಿವೃತ್ತ ಶಿಕ್ಷಕ ರಂಗಣ್ಣಗೆ ಸನ್ಮಾನ	[416, 416, 527, 430]
apmc-row: ಬೀಟ್ರೂಟ್ 45 ಕೆಜಿ	[5, 330, 116, 338]
dateline-2: ಉದಯವಾಣಿ ಸಮಾಚಾರ	[416, 506, 453, 511]
masthead-ad-1[interactable]	[307, 18, 403, 62]
bottom-right-caption: ಕೆಜಿಎಫ್ ಸರ್ಕಾರಿ ಆಸ್ಪತ್ರೆ ಎದುರು ವೈದ್ಯರು ಪ್ರತಿಭಟನೆ ನಡೆಸಿದರು.	[306, 803, 384, 808]
bus-ad-box[interactable]	[538, 592, 594, 672]
left-story2-headline: ಭಾರತೀಯ ಕಿಸಾನ್ ಸಂಘಕ್ಕೆ ನೂತನ ಪದಾಧಿಕಾರಿಗಳ ಆಯ್ಕೆ	[4, 578, 89, 596]
bottom-divider	[230, 702, 231, 914]
ad-phone[interactable]: 8310152292	[503, 30, 581, 44]
bottom-left-body-d: ಕೋಲಾರ ಜಿಲ್ಲೆಯಲ್ಲಿ ಜಲಮೂಲಗಳ ಗಣತಿ ಕಾರ್ಯಕ್ಕೆ ಸಿದ್ಧತೆ ನಡೆದಿದ್ದು ಕೆರೆ ಕುಂಟೆ ಬಾವಿ ಕೊಳವೆಬಾವಿ ಹಾಗೂ ಇತರ ಜಲಮೂಲಗಳ ಮಾಹಿತಿಯನ್ನು ಸಂಗ್ರಹಿಸಲಾಗುವುದು. ಗ್ರಾಮ ಪಂಚಾಯಿತಿ ಮಟ್ಟದಲ್ಲಿ ಗಣತಿದಾರರನ್ನು ನೇಮಿಸಲಾಗಿದ್ದು ತರಬೇತಿ ನೀಡಲಾಗಿದೆ. ಕೋಲಾರ ತಾಲೂಕಿನ ಕಾರ್ಮಿಕ ವಿಜ್ಞಾನ ಸಮಿತಿಯ ಅಧ್ಯಕ್ಷರಾಗಿ ಆಯ್ಕೆಯಾದ ಪದಾಧಿಕಾರಿಗಳನ್ನು ಸನ್ಮಾನಿಸಲಾಯಿತು. ಸಭೆಯಲ್ಲಿ ಸಂಘದ ಸದಸ್ಯರು ಭಾಗವಹಿಸಿದ್ದರು. ರೈತರ ಸಮಸ್ಯೆಗಳ ಬಗ್ಗೆ ಚರ್ಚಿಸಲಾಯಿತು ಹಾಗೂ ಮುಂದಿನ ಕಾರ್ಯಕ್ರಮಗಳ ರೂಪುರೇಷೆ ಸಿದ್ಧಪಡಿಸಲಾಯಿತು. ಕೋಲಾರ ಜಿಲ್ಲೆಯಲ್ಲಿ ಜಲಮೂಲಗಳ ಗಣತಿ ಕಾರ್ಯಕ್ಕೆ ಸಿದ್ಧತೆ ನಡೆದಿದ್ದು ಕೆರೆ ಕುಂಟೆ ಬಾವಿ ಕೊಳವೆಬಾವಿ ಹಾಗೂ ಇತರ ಜಲಮೂಲಗಳ ಮಾಹಿತಿಯನ್ನು ಸಂಗ್ರಹಿಸಲಾಗುವುದು. ಗ್ರಾಮ ಪಂಚಾಯಿತಿ ಮಟ್ಟದಲ್ಲಿ ಗಣತಿದಾರರನ್ನು ನೇಮಿಸಲಾಗಿದ್ದು ತರಬೇತಿ ನೀಡಲಾಗಿದೆ. ಕೋಲಾರ ತಾಲೂಕಿನ ಕಾರ್ಮಿಕ ವಿಜ್ಞಾನ ಸಮಿತಿಯ ಅಧ್ಯಕ್ಷರಾಗಿ ಆಯ್ಕೆಯಾದ ಪದಾಧಿಕಾರಿಗಳನ್ನು ಸನ್ಮಾನಿಸಲಾಯಿತು. ಸಭೆಯಲ್ಲಿ ಸಂಘದ ಸದಸ್ಯರು ಭಾಗವಹಿಸಿದ್ದರು. ರೈತರ ಸಮಸ್ಯೆಗಳ ಬಗ್ಗೆ ಚರ್ಚಿಸಲಾಯಿತು ಹಾಗೂ ಮುಂದಿನ ಕಾರ್ಯಕ್ರಮಗಳ ರೂಪುರೇಷೆ ಸಿದ್ಧಪಡಿಸಲಾಯಿತು. ಕೋಲಾರ ಜಿಲ್ಲೆಯಲ್ಲಿ ಜಲಮೂಲಗಳ ಗಣತಿ ಕಾರ್ಯಕ್ಕೆ ಸಿದ್ಧತೆ ನಡೆದಿದ್ದು ಕೆರೆ ಕುಂಟೆ ಬಾವಿ ಕೊಳವೆಬಾವಿ ಹಾಗೂ ಇತರ ಜಲಮೂಲಗಳ ಮಾಹಿತಿಯನ್ನು ಸಂಗ್ರಹಿಸಲಾಗುವುದು. ಗ್ರಾಮ ಪಂಚಾಯಿತಿ ಮಟ್ಟದಲ್ಲಿ ಗಣತಿದಾರರನ್ನು ನೇಮಿಸಲಾಗಿದ್ದು ತರಬೇತಿ ನೀಡಲಾಗಿದೆ. ಕೋಲಾರ ತಾಲೂಕಿನ ಕಾರ್ಮಿಕ ವಿಜ್ಞಾನ ಸಮಿತಿಯ ಅಧ್ಯಕ್ಷರಾಗಿ ಆಯ್ಕೆಯಾದ ಪದಾಧಿಕಾರಿಗಳನ್ನು ಸನ್ಮಾನಿಸಲಾಯಿತು. ಸಭೆಯಲ್ಲಿ ಸಂಘದ ಸದಸ್ಯರು ಭಾಗವಹಿಸಿದ್ದರು. ರೈತರ ಸಮಸ್ಯೆಗಳ ಬಗ್ಗೆ ಚರ್ಚಿಸಲಾಯಿತು ಹಾಗೂ ಮುಂದಿನ ಕಾರ್ಯಕ್ರಮಗಳ ರೂಪುರೇಷೆ ಸಿದ್ಧಪಡಿಸಲಾಯಿತು. ಕೋಲಾರ ಜಿಲ್ಲೆಯಲ್ಲಿ ಜಲಮೂಲಗಳ ಗಣತಿ ಕಾರ್ಯಕ್ಕೆ ಸಿದ್ಧತೆ ನಡೆದಿದ್ದು ಕೆರೆ ಕುಂಟೆ ಬಾವಿ ಕೊಳವೆಬಾವಿ ಹಾಗೂ ಇತರ ಜಲಮೂಲಗಳ ಮಾಹಿತಿಯನ್ನು ಸಂಗ್ರಹಿಸಲಾಗುವುದು. ಗ್ರಾಮ ಪಂಚಾಯಿತಿ ಮಟ್ಟದಲ್ಲಿ ಗಣತಿದಾರರನ್ನು ನೇಮಿಸಲಾಗಿದ್ದು ತರಬೇತಿ ನೀಡಲಾಗಿದೆ. ಕೋಲಾರ ತಾಲೂಕಿನ ಕಾರ್ಮಿಕ ವಿಜ್ಞಾನ ಸ	[160, 724, 226, 913]
apmc-row: ಈರುಳ್ಳಿ 12 ಕೆಜಿ	[5, 378, 116, 386]
court-body-a: ಕೋಲಾರ ಜಿಲ್ಲೆಯಲ್ಲಿ ಜಲಮೂಲಗಳ ಗಣತಿ ಕಾರ್ಯಕ್ಕೆ ಸಿದ್ಧತೆ ನಡೆದಿದ್ದು ಕೆರೆ ಕುಂಟೆ ಬಾವಿ ಕೊಳವೆಬಾವಿ ಹಾಗೂ ಇತರ ಜಲಮೂಲಗಳ ಮಾಹಿತಿಯನ್ನು ಸಂಗ್ರಹಿಸಲಾಗುವುದು. ಗ್ರಾಮ ಪಂಚಾಯಿತಿ ಮಟ್ಟದಲ್ಲಿ ಗಣತಿದಾರರನ್ನು ನೇಮಿಸಲಾಗಿದ್ದು ತರಬೇತಿ ನೀಡಲಾಗಿದೆ. ಕೋಲಾರ ತಾಲೂಕಿನ ಕಾರ್ಮಿಕ ವಿಜ್ಞಾನ ಸಮಿತಿಯ ಅಧ್ಯಕ್ಷರಾಗಿ ಆಯ್ಕೆಯಾದ ಪದಾಧಿಕಾರಿಗಳನ್ನು ಸನ್ಮಾನಿಸಲಾಯಿತು. ಸಭೆಯಲ್ಲಿ ಸಂಘದ ಸದಸ್ಯರು ಭಾಗವಹಿಸಿದ್ದರು. ರೈತರ ಸಮಸ್ಯೆಗಳ ಬಗ್ಗೆ ಚರ್ಚಿಸಲಾಯಿತು ಹಾಗೂ ಮುಂದಿನ ಕಾರ್ಯಕ್ರಮಗಳ ರೂಪುರೇಷೆ ಸಿದ್ಧಪಡಿಸಲಾಯಿತು.	[124, 636, 182, 696]
apmc-row: ಕುರುಕಲು 80 ಕೆಜಿ	[5, 283, 116, 291]
apmc-table	[4, 250, 117, 395]
lead-body-col5: ಕೋಲಾರ ಜಿಲ್ಲೆಯಲ್ಲಿ ಜಲಮೂಲಗಳ ಗಣತಿ ಕಾರ್ಯಕ್ಕೆ ಸಿದ್ಧತೆ ನಡೆದಿದ್ದು ಕೆರೆ ಕುಂಟೆ ಬಾವಿ ಕೊಳವೆಬಾವಿ ಹಾಗೂ ಇತರ ಜಲಮೂಲಗಳ ಮಾಹಿತಿಯನ್ನು ಸಂಗ್ರಹಿಸಲಾಗುವುದು. ಗ್ರಾಮ ಪಂಚಾಯಿತಿ ಮಟ್ಟದಲ್ಲಿ ಗಣತಿದಾರರನ್ನು ನೇಮಿಸಲಾಗಿದ್ದು ತರಬೇತಿ ನೀಡಲಾಗಿದೆ. ಕೋಲಾರ ತಾಲೂಕಿನ ಕಾರ್ಮಿಕ ವಿಜ್ಞಾನ ಸಮಿತಿಯ ಅಧ್ಯಕ್ಷರಾಗಿ ಆಯ್ಕೆಯಾದ ಪದಾಧಿಕಾರಿಗಳನ್ನು ಸನ್ಮಾನಿಸಲಾಯಿತು. ಸಭೆಯಲ್ಲಿ ಸಂಘದ ಸದಸ್ಯರು ಭಾಗವಹಿಸಿದ್ದರು. ರೈತರ ಸಮಸ್ಯೆಗಳ ಬಗ್ಗೆ ಚರ್ಚಿಸಲಾಯಿತು ಹಾಗೂ ಮುಂದಿನ ಕಾರ್ಯಕ್ರಮಗಳ ರೂಪುರೇಷೆ ಸಿದ್ಧಪಡಿಸಲಾಯಿತು. ಕೋಲಾರ ಜಿಲ್ಲೆಯಲ್ಲಿ ಜಲಮೂಲಗಳ ಗಣತಿ ಕಾರ್ಯಕ್ಕೆ ಸಿದ್ಧತೆ ನಡೆದಿದ್ದು ಕೆರೆ ಕುಂಟೆ ಬಾವಿ ಕೊಳವೆಬಾವಿ ಹಾಗೂ ಇತರ ಜಲಮೂಲಗಳ ಮಾಹಿತಿಯನ್ನು ಸಂಗ್ರಹಿಸಲಾಗುವುದು. ಗ್ರಾಮ ಪಂಚಾಯಿತಿ ಮಟ್ಟದಲ್ಲಿ ಗಣತಿದಾರರನ್ನು ನೇಮಿಸಲಾಗಿದ್ದು ತರಬೇತಿ ನೀಡಲಾಗಿದೆ. ಕೋಲಾರ ತಾಲೂಕಿನ ಕಾರ್ಮಿಕ ವಿಜ್ಞಾನ ಸಮಿತಿಯ ಅಧ್ಯಕ್ಷರಾಗಿ ಆಯ್ಕೆಯಾದ ಪದಾಧಿಕಾರಿಗಳನ್ನು ಸನ್ಮಾನಿಸಲಾಯಿತು. ಸಭೆಯಲ್ಲಿ ಸಂಘದ ಸದಸ್ಯರು ಭಾಗವಹಿಸಿದ್ದರು. ರೈತರ ಸಮಸ್ಯೆಗಳ ಬಗ್ಗೆ ಚರ್ಚಿಸಲಾಯಿತು ಹಾಗೂ ಮುಂದಿನ ಕಾರ್ಯಕ್ರಮಗಳ ರೂಪುರೇಷೆ ಸಿದ್ಧಪಡಿಸಲಾಯಿತು. ಕೋಲಾರ ಜಿಲ್ಲೆಯಲ್ಲಿ ಜಲಮೂಲಗಳ ಗಣತಿ ಕಾರ್ಯಕ್ಕೆ ಸಿದ್ಧತೆ ನಡೆದಿದ್ದು ಕೆರೆ ಕುಂಟೆ ಬಾವಿ ಕೊಳವೆಬಾವಿ ಹಾಗೂ ಇತರ ಜಲಮೂಲಗಳ ಮಾಹಿತಿಯನ್ನು ಸಂಗ್ರಹಿಸಲಾಗುವುದು. ಗ್ರಾಮ ಪಂಚಾಯಿತಿ ಮಟ್ಟದಲ್ಲಿ ಗಣತಿದಾರರನ್ನು ನೇಮಿಸಲಾಗಿದ್ದು ತರಬೇತಿ ನೀಡಲಾಗಿದೆ. ಕೋಲಾರ ತಾಲೂಕಿನ ಕಾರ್ಮಿಕ ವಿಜ್ಞಾನ ಸಮಿತಿಯ ಅಧ್ಯಕ್ಷರಾಗಿ ಆಯ್ಕೆಯಾದ ಪದಾಧಿಕಾರಿಗಳನ್ನು ಸನ್ಮಾನಿಸಲಾಯಿತು. ಸಭೆಯಲ್ಲಿ ಸಂಘದ ಸದಸ್ಯರು ಭಾಗವಹಿಸಿದ್ದರು.	[358, 326, 473, 409]
qa-box-3	[409, 224, 489, 322]
bus-body-b: ಕೋಲಾರ ಜಿಲ್ಲೆಯಲ್ಲಿ ಜಲಮೂಲಗಳ ಗಣತಿ ಕಾರ್ಯಕ್ಕೆ ಸಿದ್ಧತೆ ನಡೆದಿದ್ದು ಕೆರೆ ಕುಂಟೆ ಬಾವಿ ಕೊಳವೆಬಾವಿ ಹಾಗೂ ಇತರ ಜಲಮೂಲಗಳ ಮಾಹಿತಿಯನ್ನು ಸಂಗ್ರಹಿಸಲಾಗುವುದು. ಗ್ರಾಮ ಪಂಚಾಯಿತಿ ಮಟ್ಟದಲ್ಲಿ ಗಣತಿದಾರರನ್ನು ನೇಮಿಸಲಾಗಿದ್ದು ತರಬೇತಿ ನೀಡಲಾಗಿದೆ. ಕೋಲಾರ ತಾಲೂಕಿನ ಕಾರ್ಮಿಕ ವಿಜ್ಞಾನ ಸಮಿತಿಯ ಅಧ್ಯಕ್ಷರಾಗಿ ಆಯ್ಕೆಯಾದ ಪದಾಧಿಕಾರಿಗಳನ್ನು ಸನ್ಮಾನಿಸಲಾಯಿತು. ಸಭೆಯಲ್ಲಿ ಸಂಘದ ಸದಸ್ಯರು ಭಾಗವಹಿಸಿದ್ದರು. ರೈತರ ಸಮಸ್ಯೆಗಳ ಬಗ್ಗೆ ಚರ್ಚಿಸಲಾಯಿತು ಹಾಗೂ ಮುಂದಿನ ಕಾರ್ಯಕ್ರಮಗಳ ರೂಪುರೇಷೆ ಸಿದ್ಧಪಡಿಸಲಾಯಿತು. ಕೋಲಾರ ಜಿಲ್ಲೆಯಲ್ಲಿ ಜಲಮೂಲಗಳ ಗಣತಿ ಕಾರ್ಯಕ್ಕೆ ಸಿದ್ಧತೆ ನಡೆದಿದ್ದು ಕೆರೆ ಕುಂಟೆ ಬಾವಿ ಕೊಳವೆಬಾವಿ ಹಾಗೂ ಇತರ ಜಲಮೂಲಗಳ ಮಾಹಿತಿಯನ್ನು ಸಂಗ್ರಹಿಸಲಾಗುವುದು. ಗ್ರಾಮ ಪಂಚಾಯಿತಿ ಮಟ್ಟದಲ್ಲಿ ಗಣತಿದಾರರನ್ನು ನೇಮಿಸಲಾಗಿದ್ದು ತರಬೇತಿ ನೀಡಲಾಗಿದೆ. ಕೋಲಾರ ತಾಲೂಕಿನ ಕಾರ್ಮಿಕ ವಿಜ್ಞಾನ ಸಮಿತಿಯ ಅಧ್ಯಕ್ಷರಾಗಿ ಆಯ್ಕೆಯಾದ ಪದಾಧಿಕಾರಿಗಳನ್ನು ಸನ್ಮಾನಿಸಲಾಯಿತು. ಸಭೆಯಲ್ಲಿ	[477, 592, 535, 696]
apmc-row: ಕೋಸು 40 ಕೆಜಿ	[5, 299, 116, 307]
bottom-left-photo	[60, 724, 156, 766]
apmc-row: ಕೋಸು 15 ಕೆಜಿ	[5, 338, 116, 346]
court-headline: ನ್ಯಾಯಾಲಯಕ್ಕೆ ವಂಚನೆ: ಆರೋಪಿ ಬಂಧನ	[124, 618, 275, 631]
bottom-right-body-c: ಕೋಲಾರ ಜಿಲ್ಲೆಯಲ್ಲಿ ಜಲಮೂಲಗಳ ಗಣತಿ ಕಾರ್ಯಕ್ಕೆ ಸಿದ್ಧತೆ ನಡೆದಿದ್ದು ಕೆರೆ ಕುಂಟೆ ಬಾವಿ ಕೊಳವೆಬಾವಿ ಹಾಗೂ ಇತರ ಜಲಮೂಲಗಳ ಮಾಹಿತಿಯನ್ನು ಸಂಗ್ರಹಿಸಲಾಗುವುದು. ಗ್ರಾಮ ಪಂಚಾಯಿತಿ ಮಟ್ಟದಲ್ಲಿ ಗಣತಿದಾರರನ್ನು ನೇಮಿಸಲಾಗಿದ್ದು ತರಬೇತಿ ನೀಡಲಾಗಿದೆ. ಕೋಲಾರ ತಾಲೂಕಿನ ಕಾರ್ಮಿಕ ವಿಜ್ಞಾನ ಸಮಿತಿಯ ಅಧ್ಯಕ್ಷರಾಗಿ ಆಯ್ಕೆಯಾದ ಪದಾಧಿಕಾರಿಗಳನ್ನು ಸನ್ಮಾನಿಸಲಾಯಿತು. ಸಭೆಯಲ್ಲಿ ಸಂಘದ ಸದಸ್ಯರು ಭಾಗವಹಿಸಿದ್ದರು. ರೈತರ ಸಮಸ್ಯೆಗಳ ಬಗ್ಗೆ ಚರ್ಚಿಸಲಾಯಿತು ಹಾಗೂ ಮುಂದಿನ ಕಾರ್ಯಕ್ರಮಗಳ ರೂಪುರೇಷೆ ಸಿದ್ಧಪಡಿಸಲಾಯಿತು. ಕೋಲಾರ ಜಿಲ್ಲೆಯಲ್ಲಿ ಜಲಮೂಲಗಳ ಗಣತಿ ಕಾರ್ಯಕ್ಕೆ ಸಿದ್ಧತೆ ನಡೆದಿದ್ದು ಕೆರೆ ಕುಂಟೆ ಬಾವಿ ಕೊಳವೆಬಾವಿ ಹಾಗೂ ಇತರ ಜಲಮೂಲಗಳ ಮಾಹಿತಿಯನ್ನು ಸಂಗ್ರಹಿಸಲಾಗುವುದು. ಗ್ರಾಮ ಪಂಚಾಯಿತಿ ಮಟ್ಟದಲ್ಲಿ ಗಣತಿದಾರರನ್ನು	[360, 815, 410, 914]
ad3-text: ವಿಶ್ವ ಮಾನವ ಕುವೆಂಪು ಸಮೂಹ ಶಿಕ್ಷಣ ಸಂಸ್ಥೆ	[493, 21, 559, 26]
edition: ಬೆಂಗಳೂರು	[70, 27, 89, 33]
court-body-b: ಕೋಲಾರ ಜಿಲ್ಲೆಯಲ್ಲಿ ಜಲಮೂಲಗಳ ಗಣತಿ ಕಾರ್ಯಕ್ಕೆ ಸಿದ್ಧತೆ ನಡೆದಿದ್ದು ಕೆರೆ ಕುಂಟೆ ಬಾವಿ ಕೊಳವೆಬಾವಿ ಹಾಗೂ ಇತರ ಜಲಮೂಲಗಳ ಮಾಹಿತಿಯನ್ನು ಸಂಗ್ರಹಿಸಲಾಗುವುದು. ಗ್ರಾಮ ಪಂಚಾಯಿತಿ ಮಟ್ಟದಲ್ಲಿ ಗಣತಿದಾರರನ್ನು ನೇಮಿಸಲಾಗಿದ್ದು ತರಬೇತಿ ನೀಡಲಾಗಿದೆ. ಕೋಲಾರ ತಾಲೂಕಿನ ಕಾರ್ಮಿಕ ವಿಜ್ಞಾನ ಸಮಿತಿಯ ಅಧ್ಯಕ್ಷರಾಗಿ ಆಯ್ಕೆಯಾದ ಪದಾಧಿಕಾರಿಗಳನ್ನು ಸನ್ಮಾನಿಸಲಾಯಿತು. ಸಭೆಯಲ್ಲಿ ಸಂಘದ ಸದಸ್ಯರು ಭಾಗವಹಿಸಿದ್ದರು. ರೈತರ ಸಮಸ್ಯೆಗಳ ಬಗ್ಗೆ ಚರ್ಚಿಸಲಾಯಿತು ಹಾಗೂ ಮುಂದಿನ ಕಾರ್ಯಕ್ರಮಗಳ ರೂಪುರೇಷೆ ಸಿದ್ಧಪಡಿಸಲಾಯಿತು.	[185, 636, 243, 696]
qa-title-4: ಗಣತಿ ಪ್ರಮುಖ ಅಂಶಗಳು	[491, 224, 594, 233]
qa-title-1: ಗಣತಿ ಉದ್ದೇಶ ಏನು?	[410, 112, 489, 121]
teacher-body-a: ಕೋಲಾರ ಜಿಲ್ಲೆಯಲ್ಲಿ ಜಲಮೂಲಗಳ ಗಣತಿ ಕಾರ್ಯಕ್ಕೆ ಸಿದ್ಧತೆ ನಡೆದಿದ್ದು ಕೆರೆ ಕುಂಟೆ ಬಾವಿ ಕೊಳವೆಬಾವಿ ಹಾಗೂ ಇತರ ಜಲಮೂಲಗಳ ಮಾಹಿತಿಯನ್ನು ಸಂಗ್ರಹಿಸಲಾಗುವುದು. ಗ್ರಾಮ ಪಂಚಾಯಿತಿ ಮಟ್ಟದಲ್ಲಿ ಗಣತಿದಾರರನ್ನು ನೇಮಿಸಲಾಗಿದ್ದು ತರಬೇತಿ ನೀಡಲಾಗಿದೆ. ಕೋಲಾರ ತಾಲೂಕಿನ ಕಾರ್ಮಿಕ ವಿಜ್ಞಾನ ಸಮಿತಿಯ ಅಧ್ಯಕ್ಷರಾಗಿ ಆಯ್ಕೆಯಾದ ಪದಾಧಿಕಾರಿಗಳನ್ನು ಸನ್ಮಾನಿಸಲಾಯಿತು. ಸಭೆಯಲ್ಲಿ ಸಂಘದ ಸದಸ್ಯರು ಭಾಗವಹಿಸಿದ್ದರು. ರೈತರ ಸಮಸ್ಯೆಗಳ ಬಗ್ಗೆ ಚರ್ಚಿಸಲಾಯಿತು ಹಾಗೂ ಮುಂದಿನ ಕಾರ್ಯಕ್ರಮಗಳ ರೂಪುರೇಷೆ ಸಿದ್ಧಪಡಿಸಲಾಯಿತು.	[416, 512, 474, 572]
qa-box-2	[491, 112, 594, 220]
qa-text-1: ಕೋಲಾರ ಜಿಲ್ಲೆಯಲ್ಲಿ ಜಲಮೂಲಗಳ ಗಣತಿ ಕಾರ್ಯಕ್ಕೆ ಸಿದ್ಧತೆ ನಡೆದಿದ್ದು ಕೆರೆ ಕುಂಟೆ ಬಾವಿ ಕೊಳವೆಬಾವಿ ಹಾಗೂ ಇತರ ಜಲಮೂಲಗಳ ಮಾಹಿತಿಯನ್ನು ಸಂಗ್ರಹಿಸಲಾಗುವುದು. ಗ್ರಾಮ ಪಂಚಾಯಿತಿ ಮಟ್ಟದಲ್ಲಿ ಗಣತಿದಾರರನ್ನು ನೇಮಿಸಲಾಗಿದ್ದು ತರಬೇತಿ ನೀಡಲಾಗಿದೆ. ಕೋಲಾರ ತಾಲೂಕಿನ ಕಾರ್ಮಿಕ ವಿಜ್ಞಾನ ಸಮಿತಿಯ ಅಧ್ಯಕ್ಷರಾಗಿ ಆಯ್ಕೆಯಾದ ಪದಾಧಿಕಾರಿಗಳನ್ನು ಸನ್ಮಾನಿಸಲಾಯಿತು. ಸಭೆಯಲ್ಲಿ ಸಂಘದ ಸದಸ್ಯರು ಭಾಗವಹಿಸಿದ್ದರು. ರೈತರ ಸಮಸ್ಯೆಗಳ ಬಗ್ಗೆ ಚರ್ಚಿಸಲಾಯಿತು ಹಾಗೂ ಮುಂದಿನ ಕಾರ್ಯಕ್ರಮಗಳ ರೂಪುರೇಷೆ ಸಿದ್ಧಪಡಿಸಲಾಯಿತು. ಕೋಲಾರ ಜಿಲ್ಲೆಯಲ್ಲಿ ಜಲಮೂಲಗಳ ಗಣತಿ ಕಾರ್ಯಕ್ಕೆ ಸಿದ್ಧತೆ ನಡೆದಿದ್ದು ಕೆರೆ ಕುಂಟೆ ಬಾವಿ ಕೊಳವೆಬಾವಿ ಹಾಗೂ ಇತರ ಜಲಮೂಲಗಳ ಮಾಹಿತಿಯನ್ನು ಸಂಗ್ರಹಿಸಲಾಗುವುದು. ಗ್ರಾಮ ಪಂಚಾಯಿತಿ ಮಟ್ಟದಲ್ಲಿ ಗಣತಿದಾರರನ್ನು ನೇಮಿಸಲಾಗಿದ್ದು ತರಬೇತಿ ನೀಡಲಾಗಿದೆ. ಕೋಲಾರ ತಾಲೂಕಿನ ಕಾರ್ಮಿಕ ವಿಜ್ಞಾನ ಸಮಿತಿಯ ಅಧ್ಯಕ್ಷರಾಗಿ ಆಯ್ಕೆಯಾದ ಪದಾಧಿಕಾರಿಗಳನ್ನು ಸನ್ಮಾನಿಸಲಾಯಿತು. ಸಭೆಯಲ್ಲಿ ಸಂಘದ ಸದಸ್ಯರು ಭಾಗವಹಿಸಿದ್ದರು. ರೈತರ ಸಮಸ್ಯೆಗಳ ಬಗ್ಗೆ ಚರ್ಚಿಸಲಾಯಿತು ಹಾಗೂ ಮುಂದಿನ ಕಾರ್ಯಕ್ರಮಗಳ	[412, 123, 487, 211]
apmc-row: ಮೆಣಸಿನ 40 ಕೆಜಿ	[5, 346, 116, 354]
hanidani-box	[4, 68, 117, 248]
center-body-c: ಕೋಲಾರ ಜಿಲ್ಲೆಯಲ್ಲಿ ಜಲಮೂಲಗಳ ಗಣತಿ ಕಾರ್ಯಕ್ಕೆ ಸಿದ್ಧತೆ ನಡೆದಿದ್ದು ಕೆರೆ ಕುಂಟೆ ಬಾವಿ ಕೊಳವೆಬಾವಿ ಹಾಗೂ ಇತರ ಜಲಮೂಲಗಳ ಮಾಹಿತಿಯನ್ನು ಸಂಗ್ರಹಿಸಲಾಗುವುದು. ಗ್ರಾಮ ಪಂಚಾಯಿತಿ ಮಟ್ಟದಲ್ಲಿ ಗಣತಿದಾರರನ್ನು ನೇಮಿಸಲಾಗಿದ್ದು ತರಬೇತಿ ನೀಡಲಾಗಿದೆ. ಕೋಲಾರ ತಾಲೂಕಿನ ಕಾರ್ಮಿಕ ವಿಜ್ಞಾನ ಸಮಿತಿಯ ಅಧ್ಯಕ್ಷರಾಗಿ ಆಯ್ಕೆಯಾದ ಪದಾಧಿಕಾರಿಗಳನ್ನು ಸನ್ಮಾನಿಸಲಾಯಿತು. ಸಭೆಯಲ್ಲಿ ಸಂಘದ ಸದಸ್ಯರು ಭಾಗವಹಿಸಿದ್ದರು. ರೈತರ ಸಮಸ್ಯೆಗಳ ಬಗ್ಗೆ ಚರ್ಚಿಸಲಾಯಿತು ಹಾಗೂ ಮುಂದಿನ ಕಾರ್ಯಕ್ರಮಗಳ ರೂಪುರೇಷೆ ಸಿದ್ಧಪಡಿಸಲಾಯಿತು. ಕೋಲಾರ ಜಿಲ್ಲೆಯಲ್ಲಿ ಜಲಮೂಲಗಳ ಗಣತಿ ಕಾರ್ಯಕ್ಕೆ ಸಿದ್ಧತೆ ನಡೆದಿದ್ದು ಕೆರೆ ಕುಂಟೆ ಬಾವಿ ಕೊಳವೆಬಾವಿ ಹಾಗೂ ಇತರ ಜಲಮೂಲಗಳ ಮಾಹಿತಿಯನ್ನು ಸಂಗ್ರಹಿಸಲಾಗುವುದು. ಗ್ರಾಮ ಪಂಚಾಯಿತಿ ಮಟ್ಟದಲ್ಲಿ ಗಣತಿದಾರರನ್ನು ನೇಮಿಸಲಾಗಿದ್ದು ತರಬೇತಿ ನೀಡಲಾಗಿದೆ. ಕೋಲಾರ ತಾಲೂಕಿನ ಕಾರ್ಮಿಕ ವಿಜ್ಞಾನ ಸಮಿತಿಯ ಅಧ್ಯಕ್ಷರಾಗಿ ಆಯ್ಕೆಯಾದ ಪದಾಧಿಕಾರಿಗಳನ್ನು ಸನ್ಮಾನಿಸಲಾಯಿತು. ಸಭೆಯಲ್ಲಿ ಸಂಘದ ಸದಸ್ಯರು ಭಾಗವಹಿಸಿದ್ದರು. ರೈತರ ಸಮಸ್ಯೆಗ	[246, 503, 304, 614]
apmc-row: ಬೀನ್ಸ್ 20 ಕೆಜಿ	[5, 291, 116, 299]
center-body-e: ಕೋಲಾರ ಜಿಲ್ಲೆಯಲ್ಲಿ ಜಲಮೂಲಗಳ ಗಣತಿ ಕಾರ್ಯಕ್ಕೆ ಸಿದ್ಧತೆ ನಡೆದಿದ್ದು ಕೆರೆ ಕುಂಟೆ ಬಾವಿ ಕೊಳವೆಬಾವಿ ಹಾಗೂ ಇತರ ಜಲಮೂಲಗಳ ಮಾಹಿತಿಯನ್ನು ಸಂಗ್ರಹಿಸಲಾಗುವುದು. ಗ್ರಾಮ ಪಂಚಾಯಿತಿ ಮಟ್ಟದಲ್ಲಿ ಗಣತಿದಾರರನ್ನು ನೇಮಿಸಲಾಗಿದ್ದು ತರಬೇತಿ ನೀಡಲಾಗಿದೆ. ಕೋಲಾರ ತಾಲೂಕಿನ ಕಾರ್ಮಿಕ ವಿಜ್ಞಾನ ಸಮಿತಿಯ ಅಧ್ಯಕ್ಷರಾಗಿ ಆಯ್ಕೆಯಾದ ಪದಾಧಿಕಾರಿಗಳನ್ನು ಸನ್ಮಾನಿಸಲಾಯಿತು. ಸಭೆಯಲ್ಲಿ ಸಂಘದ ಸದಸ್ಯರು ಭಾಗವಹಿಸಿದ್ದರು. ರೈತರ ಸಮಸ್ಯೆಗಳ ಬಗ್ಗೆ ಚರ್ಚಿಸಲಾಯಿತು ಹಾಗೂ ಮುಂದಿನ ಕಾರ್ಯಕ್ರಮಗಳ ರೂಪುರೇಷೆ ಸಿದ್ಧಪಡಿಸಲಾಯಿತು. ಕೋಲಾರ ಜಿಲ್ಲೆಯಲ್ಲಿ ಜಲಮೂಲಗಳ ಗಣತಿ ಕಾರ್ಯಕ್ಕೆ ಸಿದ್ಧತೆ ನಡೆದಿದ್ದು ಕೆರೆ ಕುಂಟೆ ಬಾವಿ ಕೊಳವೆಬಾವಿ ಹಾಗೂ ಇತರ ಜಲಮೂಲಗಳ ಮಾಹಿತಿಯನ್ನು ಸಂಗ್ರಹಿಸಲಾಗುವುದು. ಗ್ರಾಮ ಪಂಚಾಯಿತಿ ಮಟ್ಟದಲ್ಲಿ ಗಣ	[368, 503, 413, 614]
masthead-ad-2[interactable]	[405, 18, 487, 62]
apmc-date: 09.07.2023	[5, 262, 116, 267]
left-story2-body: ಕೋಲಾರ ಜಿಲ್ಲೆಯಲ್ಲಿ ಜಲಮೂಲಗಳ ಗಣತಿ ಕಾರ್ಯಕ್ಕೆ ಸಿದ್ಧತೆ ನಡೆದಿದ್ದು ಕೆರೆ ಕುಂಟೆ ಬಾವಿ ಕೊಳವೆಬಾವಿ ಹಾಗೂ ಇತರ ಜಲಮೂಲಗಳ ಮಾಹಿತಿಯನ್ನು ಸಂಗ್ರಹಿಸಲಾಗುವುದು. ಗ್ರಾಮ ಪಂಚಾಯಿತಿ ಮಟ್ಟದಲ್ಲಿ ಗಣತಿದಾರರನ್ನು ನೇಮಿಸಲಾಗಿದ್ದು ತರಬೇತಿ ನೀಡಲಾಗಿದೆ. ಕೋಲಾರ ತಾಲೂಕಿನ ಕಾರ್ಮಿಕ ವಿಜ್ಞಾನ ಸಮಿತಿಯ ಅಧ್ಯಕ್ಷರಾಗಿ ಆಯ್ಕೆಯಾದ ಪದಾಧಿಕಾರಿಗಳನ್ನು ಸನ್ಮಾನಿಸಲಾಯಿತು. ಸಭೆಯಲ್ಲಿ ಸಂಘದ ಸದಸ್ಯರು ಭಾಗವಹಿಸಿದ್ದರು. ರೈತರ ಸಮಸ್ಯೆಗಳ ಬಗ್ಗೆ ಚರ್ಚಿಸಲಾಯಿತು ಹಾಗೂ ಮುಂದಿನ ಕಾರ್ಯಕ್ರಮಗಳ ರೂಪುರೇಷೆ ಸಿದ್ಧಪಡಿಸಲಾಯಿತು. ಕೋಲಾರ ಜಿಲ್ಲೆಯಲ್ಲಿ ಜಲಮೂಲಗಳ ಗಣತಿ ಕಾರ್ಯಕ್ಕೆ ಸಿದ್ಧತೆ ನಡೆದಿದ್ದು ಕೆರೆ ಕುಂಟೆ ಬಾವಿ ಕೊಳವೆಬಾವಿ ಹಾಗೂ ಇತರ ಜಲಮೂಲಗಳ ಮಾಹಿತಿಯನ್ನು ಸಂಗ್ರಹಿಸಲಾಗುವುದು. ಗ್ರಾಮ ಪಂಚಾಯಿತಿ ಮಟ್ಟದಲ್ಲಿ ಗಣತಿದಾರರನ್ನು ನೇಮಿಸಲಾಗಿದ್ದು ತರಬೇತಿ ನೀಡಲಾಗಿದೆ. ಕೋಲಾರ ತಾಲೂಕಿನ ಕಾರ್ಮಿಕ ವಿಜ್ಞಾನ ಸಮಿತಿಯ ಅಧ್ಯಕ್ಷರಾಗಿ ಆಯ್ಕೆಯಾದ ಪದಾಧಿಕಾರಿಗಳನ್ನು ಸನ್ಮಾನಿಸಲಾಯಿತು. ಸಭೆಯಲ್ಲಿ ಸಂಘದ ಸದಸ್ಯರು ಭಾಗವಹಿಸಿದ್ದರು. ರೈತರ ಸಮಸ್ಯೆಗಳ ಬಗ್ಗೆ ಚರ್ಚಿಸಲಾಯಿತು ಹಾಗೂ ಮುಂದಿನ ಕಾರ್ಯಕ್ರಮಗಳ ರೂಪುರೇಷೆ ಸಿದ್ಧಪಡಿಸಲಾಯಿತು. ಕೋಲಾರ ಜಿಲ್ಲೆಯಲ್ಲಿ ಜಲಮೂಲಗಳ ಗಣತಿ ಕಾರ್ಯಕ್ಕೆ ಸಿದ್ಧತೆ ನಡೆದಿದ್ದು ಕೆರೆ ಕುಂಟೆ ಬಾವಿ ಕೊಳವೆಬಾವಿ ಹಾಗೂ ಇತರ ಜಲಮೂಲಗಳ ಮಾಹಿತಿಯನ್ನು ಸಂಗ್ರಹಿಸಲಾಗುವುದು. ಗ್ರಾಮ ಪಂಚಾಯಿತಿ ಮಟ್ಟದಲ್ಲಿ ಗಣತಿದಾರರನ್ನು ನೇಮಿಸಲಾಗಿದ್ದು ತರಬೇತಿ ನೀಡಲಾಗಿದೆ. ಕೋಲಾರ ತಾಲೂಕಿನ ಕಾರ್ಮಿಕ ವಿಜ್ಞಾನ ಸಮಿತಿಯ ಅಧ್ಯಕ್ಷರಾಗಿ ಆಯ್ಕೆಯಾದ ಪದಾಧಿಕಾರಿಗಳನ್ನು ಸನ್ಮಾನಿಸಲಾಯಿತು. ಸಭೆಯಲ್ಲಿ ಸಂಘದ ಸದಸ್ಯರು ಭಾಗವಹಿಸಿದ್ದರು. ರೈತರ ಸಮಸ್ಯೆಗಳ ಬಗ್ಗೆ ಚರ್ಚಿಸಲಾಯಿತು ಹಾಗೂ ಮುಂದಿನ ಕಾರ್ಯಕ್ರಮಗಳ ರೂಪುರೇಷೆ ಸಿದ್ಧಪಡಿಸಲಾಯಿತು. ಕೋಲಾರ ಜಿಲ್ಲೆಯಲ್ಲಿ ಜಲಮೂಲಗಳ ಗಣತಿ ಕಾರ್ಯಕ್ಕೆ ಸಿದ್ಧತೆ ನಡೆದಿದ್ದು ಕೆರೆ	[4, 600, 117, 694]
apmc-row: ಟೊಮೆಟೊ 28 ಕೆಜಿ	[5, 275, 116, 283]
court-photo	[248, 636, 300, 694]
